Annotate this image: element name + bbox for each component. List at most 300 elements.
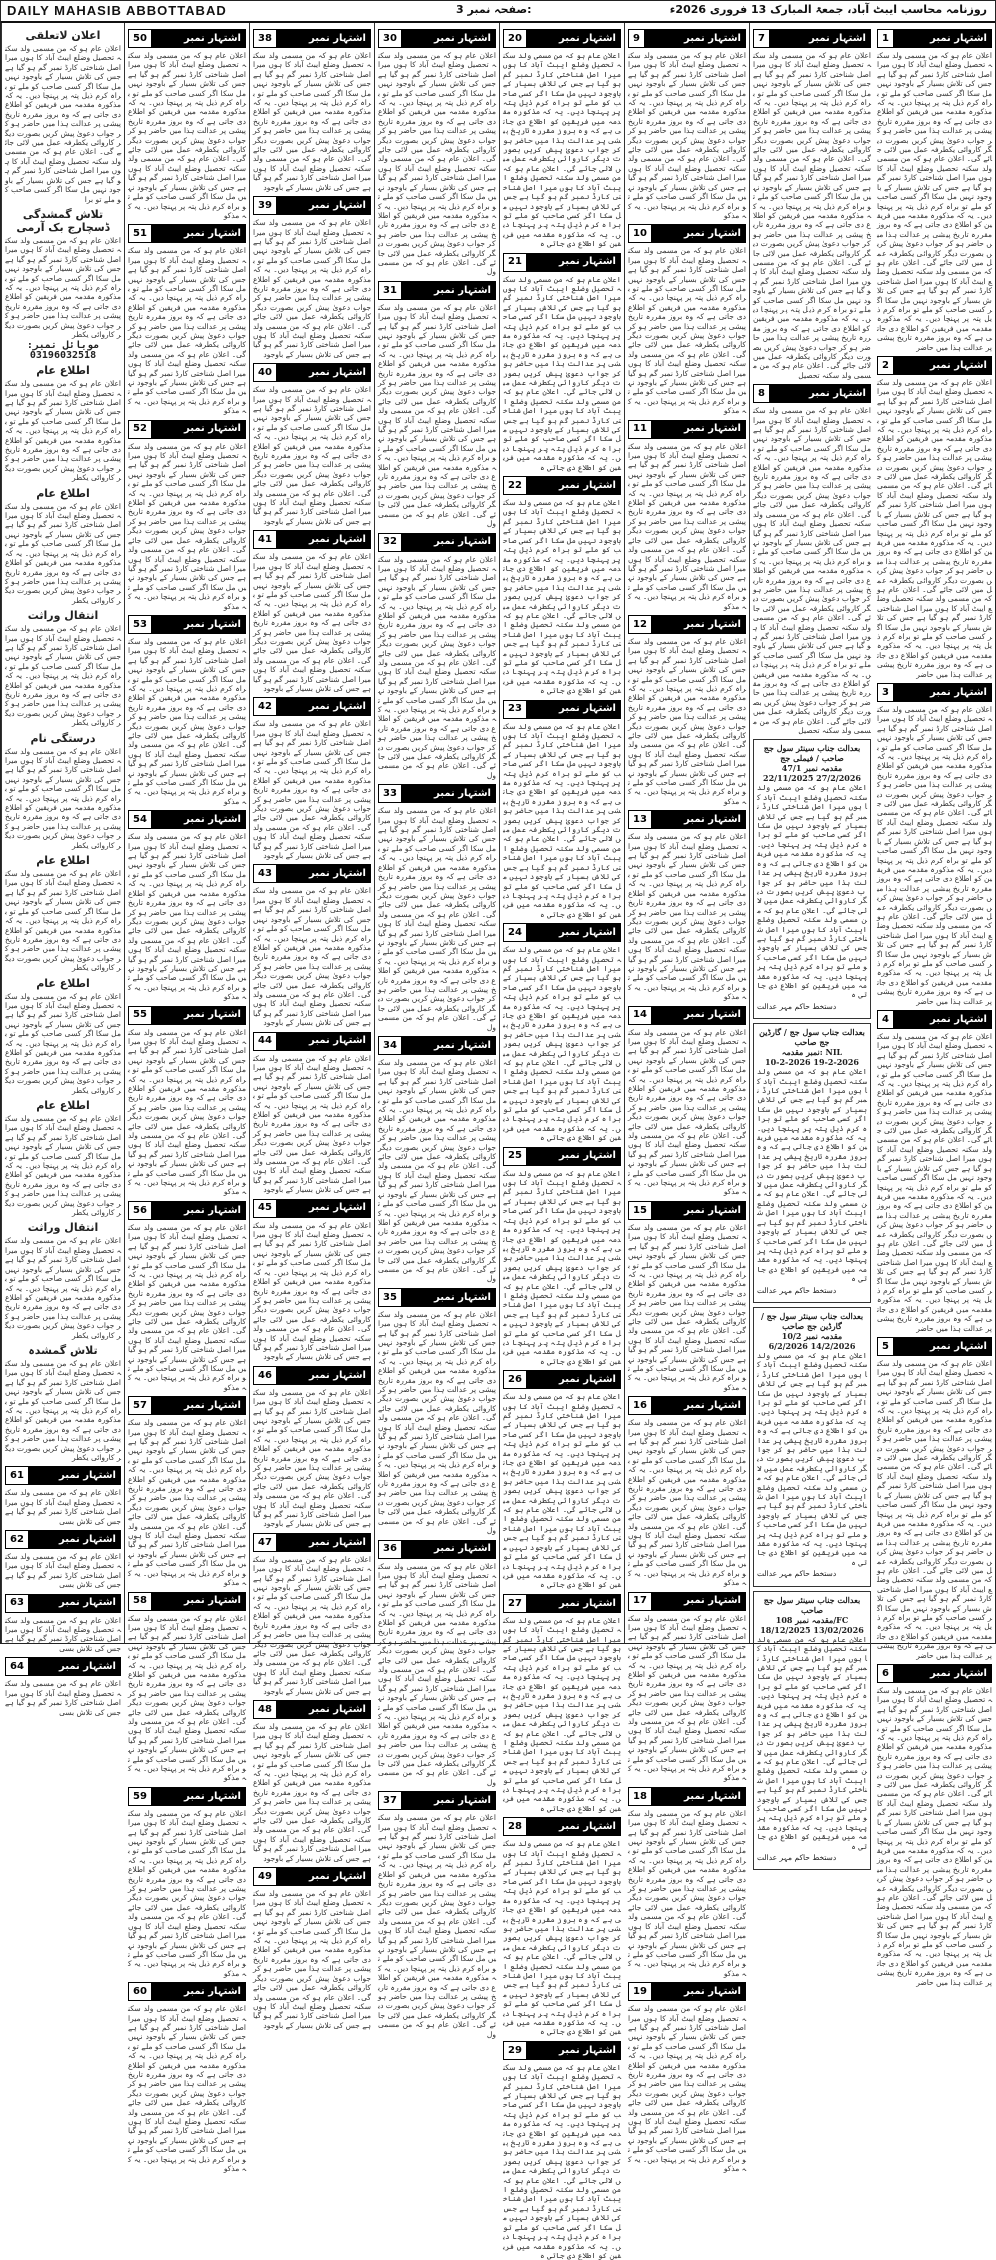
ad-body-text: اعلان عام ہو کہ من مسمی ولد سکنہ تحصیل وضلع ایبٹ آباد کا ہوں میرا اصل شناختی کارڈ نمبر گم ہو گیا ہے جس کی تلاش بسیار کے باوجود نہیں مل سکا اگر کسی صاحب کو ملے تو براہ کرم ذیل پتہ پر پہنچا دیں۔ یہ کہ مذکورہ مقدمہ میں فریقین کو اطلاع دی جاتی ہے کہ وہ بروز مقررہ تاریخ پیشی پر عدالت ہذا میں حاضر ہو کر جواب دعویٰ پیش کریں بصورت دیگر کاروائی یکطرفہ عمل میں لائی جائے گی۔ اعلان عام ہو کہ من مسمی ولد سکنہ تحصیل وضلع ایبٹ آباد کا ہوں میرا اصل شناختی کارڈ نمبر گم ہو گیا ہے جس کی تلاش بسیار کے باوجود نہیں مل سکا اگر کسی صاحب کو ملے تو براہ کرم ذیل پتہ پر پہنچا دیں۔ یہ کہ مذکورہ مقدمہ میں فریقین کو اطلاع دی جاتی ہ [503,721,621,919]
ad-header [628,1396,746,1415]
case-date: 22/11/2025 27/2/2026 [763,773,861,784]
ad-label: اشتہار نمبر [769,385,870,402]
ad-label: اشتہار نمبر [28,1658,120,1675]
ad-body-text: اعلان عام ہو کہ من مسمی ولد سکنہ تحصیل وضلع ایبٹ آباد کا ہوں میرا اصل شناختی کارڈ نمبر گم ہو گیا ہے جس کی تلاش بسیار کے باوجود نہیں مل سکا اگر کسی صاحب کو ملے تو براہ کرم ذیل پتہ پر پہنچا دیں۔ یہ کہ مذکورہ مقدمہ میں فریقین کو اطلاع دی جاتی ہے کہ وہ بروز مقررہ تاریخ پیشی پر عدالت ہذا میں حاضر ہو کر جواب دعویٰ پیش کریں بصورت دیگر کاروائی یکطرفہ عمل میں لائی جائے گی۔ اعلان عام ہو کہ من مسمی ولد سکنہ تحصیل وضلع ایبٹ آباد کا ہوں میرا اصل شناختی کارڈ نمبر گم ہو گیا ہے جس کی تلاش بسیار کے باوجود [253,218,371,359]
ad-number: 3 [878,684,893,701]
ad-label: اشتہار نمبر [401,282,495,299]
ad-number: 4 [878,1011,893,1028]
ad-number: 8 [754,385,769,402]
case-number: مقدمہ نمبر 108/FC [775,1614,849,1625]
ad-number: 60 [129,1983,151,2000]
ad-header [378,1540,496,1559]
ad-label: اشتہار نمبر [526,30,620,47]
ad-header [5,1530,121,1549]
ad-header [628,1982,746,2001]
ad-header [253,196,371,215]
ad-body-text: اعلان عام ہو کہ من مسمی ولد سکنہ تحصیل وضلع ایبٹ آباد کا ہوں میرا اصل شناختی کارڈ نمبر گم ہو گیا ہے جس کی تلاش بسیار کے باوجود نہیں مل سکا اگر کسی صاحب کو ملے تو براہ کرم ذیل پتہ پر پہنچا دیں۔ یہ کہ مذکورہ مقدمہ میں فریقین کو اطلاع دی جاتی ہے کہ وہ بروز مقررہ تاریخ پیشی پر عدالت ہذا میں حاضر ہو کر جواب دعویٰ پیش کریں بصورت دیگر کاروائی یکطرفہ عمل میں لائی جائے گی۔ اعلان عام ہو کہ من مسمی ولد سکنہ تحصیل وضلع ایبٹ آباد کا ہوں میرا اصل شناختی کارڈ نمبر گم ہو گیا ہے جس کی تلاش بسیار کے باوجود نہیں مل سکا اگر کسی صاحب کو ملے تو براہ کرم ذیل پتہ پر پہنچا دیں۔ یہ کہ مذکورہ مقدمہ میں فریقین کو اطلاع دی جاتی ہ [757,1634,867,1851]
case-date: 10-2-2026 19-2-2026 [765,1057,859,1068]
ad-number: 49 [254,1868,276,1885]
ad-body-text: اعلان عام ہو کہ من مسمی ولد سکنہ تحصیل وضلع ایبٹ آباد کا ہوں میرا اصل شناختی کارڈ نمبر گم ہو گیا ہے جس کی تلاش بسیار کے باوجود نہیں مل سکا اگر کسی صاحب کو ملے تو براہ کرم ذیل پتہ پر پہنچا دیں۔ یہ کہ مذکورہ مقدمہ میں فریقین کو اطلاع دی جاتی ہے کہ وہ بروز مقررہ تاریخ پیشی پر عدالت ہذا میں حاضر ہو کر جواب دعویٰ پیش کریں بصورت دیگر کاروائی یکطر [5,746,121,850]
ad-label: اشتہار نمبر [276,698,370,715]
ad-body-text: اعلان عام ہو کہ من مسمی ولد سکنہ تحصیل وضلع ایبٹ آباد کا ہوں میرا اصل شناختی کارڈ نمبر گم ہو گیا ہے جس کی تلاش بسیار کے باوجود نہیں مل سکا اگر کسی صاحب کو ملے تو براہ کرم ذیل پتہ پر پہنچا دیں۔ یہ کہ مذکورہ مقدمہ میں فریقین کو اطلاع دی جاتی ہے کہ وہ بروز مقررہ تاریخ پیشی پر عدالت ہذا میں حاضر ہو کر جواب دعویٰ پیش کریں بصورت دیگر کاروائی یکطرفہ عمل میں لائی جائے گی۔ اعلان عام ہو کہ من مسمی ولد سکنہ تحصیل وضلع ایبٹ آباد کا ہوں میرا اصل شناختی کارڈ نمبر گم ہو گیا ہے جس کی تلاش بسیار کے باوجود نہیں مل سکا اگر کسی صاحب کو ملے تو براہ کرم ذیل پتہ پر پہنچا دیں۔ یہ کہ مذکورہ مقدمہ میں فریقین کو اطلاع دی جاتی ہ [503,51,621,249]
ad-header [128,1787,246,1806]
ad-number: 56 [129,1202,151,1219]
ad-label: اشتہار نمبر [276,1033,370,1050]
ad-header [253,530,371,549]
ad-number: 23 [504,701,526,718]
ad-number: 50 [129,30,151,47]
ad-label: اشتہار نمبر [151,421,245,438]
ad-label: اشتہار نمبر [651,811,745,828]
ad-label: اشتہار نمبر [651,616,745,633]
ad-label: اشتہار نمبر [276,30,370,47]
ad-number: 38 [254,30,276,47]
ad-number: 19 [629,1983,651,2000]
ad-label: اشتہار نمبر [151,1397,245,1414]
ad-number: 63 [6,1595,28,1612]
ad-body-text: اعلان عام ہو کہ من مسمی ولد سکنہ تحصیل وضلع ایبٹ آباد کا ہوں میرا اصل شناختی کارڈ نمبر گم ہو گیا ہے جس کی تلاش بسیار کے باوجود نہیں مل سکا اگر کسی صاحب کو ملے تو براہ کرم ذیل پتہ پر پہنچا دیں۔ یہ کہ مذکورہ مقدمہ میں فریقین کو اطلاع دی جاتی ہے کہ وہ بروز مقررہ تاریخ پیشی پر عدالت ہذا میں حاضر ہو کر جواب دعویٰ پیش کریں بصورت دیگر کاروائی یکطرفہ عمل میں لائی جائے گی۔ اعلان عام ہو کہ من مسمی ولد سکنہ تحصیل وضلع ایبٹ آباد کا ہوں میرا اصل شناختی کارڈ نمبر گم ہو گیا ہے جس کی تلاش بسیار کے باوجود نہیں مل سکا اگر کسی صاحب کو ملے تو براہ کرم ذیل پتہ پر پہنچا دیں۔ یہ کہ مذکو [128,1027,246,1197]
ad-label: اشتہار نمبر [644,30,745,47]
ad-body-text: اعلان عام ہو کہ من مسمی ولد سکنہ تحصیل وضلع ایبٹ آباد کا ہوں میرا اصل شناختی کارڈ نمبر گم ہو گیا ہے جس کی تلاش بسیار کے باوجود نہیں مل سکا اگر کسی صاحب کو ملے تو براہ کرم ذیل پتہ پر پہنچا دیں۔ یہ کہ مذکورہ مقدمہ میں فریقین کو اطلاع دی جاتی ہے کہ وہ بروز مقررہ تاریخ پیشی پر عدالت ہذا میں حاضر ہو کر جواب دعویٰ پیش کریں بصورت دیگر کاروائی یکطرفہ عمل میں لائی جائے گی۔ اعلان عام ہو کہ من مسمی ولد سکنہ تحصیل وضلع ایبٹ آباد کا ہوں میرا اصل شناختی کارڈ نمبر گم ہو گیا ہے جس کی تلاش بسیار کے باوجود نہیں مل سکا اگر کسی صاحب کو ملے تو براہ کرم ذیل پتہ پر پہنچا دیں۔ یہ کہ مذکو [628,51,746,220]
ad-label: اشتہار نمبر [401,1037,495,1054]
case-number: نمبر مقدمہ: NIL [781,1047,843,1058]
ad-header [753,29,871,48]
ad-number: 40 [254,364,276,381]
ad-body-text: اعلان عام ہو کہ من مسمی ولد سکنہ تحصیل وضلع ایبٹ آباد کا ہوں میرا اصل شناختی کارڈ نمبر گم ہو گیا ہے جس کی تلاش بسیار کے باوجود نہیں مل سکا اگر کسی صاحب کو ملے تو براہ کرم ذیل پتہ پر پہنچا دیں۔ یہ کہ مذکورہ مقدمہ میں فریقین کو اطلاع دی جاتی ہے کہ وہ بروز مقررہ تاریخ پیشی پر عدالت ہذا میں حاضر ہو کر جواب دعویٰ پیش کریں بصورت دیگر کاروائی یکطرفہ عمل میں لائی جائے گی۔ اعلان عام ہو کہ من مسمی ولد سکنہ تحصیل وضلع ایبٹ آباد کا ہوں میرا اصل شناختی کارڈ نمبر گم ہو گیا ہے جس کی تلاش بسیار کے باوجود نہیں مل سکا اگر کسی صاحب کو ملے تو براہ کرم ذیل پتہ پر پہنچا دیں۔ یہ کہ مذکو [128,1222,246,1392]
ad-label: اشتہار نمبر [651,1202,745,1219]
ad-header [628,1006,746,1025]
ad-label: اشتہار نمبر [893,1665,991,1682]
court-notice [753,739,871,1019]
ad-header [5,1657,121,1676]
ad-body-text: اعلان عام ہو کہ من مسمی ولد سکنہ تحصیل وضلع ایبٹ آباد کا ہوں میرا اصل شناختی کارڈ نمبر گم ہو گیا ہے جس کی تلاش بسیار کے باوجود نہیں مل سکا اگر کسی صاحب کو ملے تو براہ کرم ذیل پتہ پر پہنچا دیں۔ یہ کہ مذکورہ مقدمہ میں فریقین کو اطلاع دی جاتی ہے کہ وہ بروز مقررہ تاریخ پیشی پر عدالت ہذا میں حاضر ہو کر جواب دعویٰ پیش کریں بصورت دیگر کاروائی یکطرفہ عمل میں لائی جائے گی۔ اعلان عام ہو کہ من مسمی ولد سکنہ تحصیل وضلع ایبٹ آباد کا ہوں میرا اصل شناختی کارڈ نمبر گم ہو گیا ہے جس کی تلاش بسیار کے باوجود نہیں مل سکا اگر کسی صاحب کو ملے تو براہ کرم ذیل پتہ پر پہنچا دیں۔ یہ کہ مذکورہ مقدمہ میں فریقین کو اطلاع دی جاتی ہ [503,1168,621,1366]
ad-body-text: اعلان عام ہو کہ من مسمی ولد سکنہ تحصیل وضلع ایبٹ آباد کا ہوں میرا اصل شناختی کارڈ نمبر گم ہو گیا ہے جس کی تلاش بسیار کے باوجود نہیں مل سکا اگر کسی صاحب کو ملے تو براہ کرم ذیل پتہ پر پہنچا دیں۔ یہ کہ مذکورہ مقدمہ میں فریقین کو اطلاع دی جاتی ہے کہ وہ بروز مقررہ تاریخ پیشی پر عدالت ہذا میں حاضر ہو کر جواب دعویٰ پیش کریں بصورت دیگر کاروائی یکطرفہ عمل میں لائی جائے گی۔ اعلان عام ہو کہ من مسمی ولد سکنہ تحصیل وضلع ایبٹ آباد کا ہوں میرا اصل شناختی کارڈ نمبر گم ہو گیا ہے جس کی تلاش بسیار کے باوجود نہیں مل سکا اگر کسی صاحب کو ملے تو براہ کرم ذیل پتہ پر پہنچا دیں۔ یہ کہ مذکورہ مقدمہ میں فریقین کو اطلاع دی جاتی ہے کہ وہ بروز مقررہ تاریخ پیشی پر عدالت ہذا میں حاضر ہو کر جواب دعویٰ پیش کریں بصورت دیگر کاروائی یکطرفہ عمل میں لائی جائے گی۔ اعلان عام ہو کہ من مسمی ولد سکنہ تحصیل وضلع ایبٹ آباد کا ہوں میرا اصل شناختی کارڈ نمبر گم ہو گیا ہے جس کی تلاش بسیار کے باوجود نہیں مل سکا اگر کسی صاحب کو ملے تو براہ کرم ذیل پتہ پر پہنچا دیں۔ یہ کہ مذکورہ مقدمہ میں فریقین کو اطلاع دی جاتی ہے کہ وہ بروز مقررہ تاریخ پیشی پر عدالت ہذا میں حاضر [877,1032,992,1333]
ad-body-text: اعلان عام ہو کہ من مسمی ولد سکنہ تحصیل وضلع ایبٹ آباد کا ہوں میرا اصل شناختی کارڈ نمبر گم ہو گیا ہے جس کی تلاش بسیار کے باوجود نہیں مل سکا اگر کسی صاحب کو ملے تو براہ کرم ذیل پتہ پر پہنچا دیں۔ یہ کہ مذکورہ مقدمہ میں فریقین کو اطلاع دی جاتی ہے کہ وہ بروز مقررہ تاریخ پیشی پر عدالت ہذا میں حاضر ہو کر جواب دعویٰ پیش کریں بصورت دیگر کاروائی یکطر [5,1358,121,1462]
ad-number: 21 [504,254,526,271]
ad-body-text: اعلان عام ہو کہ من مسمی ولد سکنہ تحصیل وضلع ایبٹ آباد کا ہوں میرا اصل شناختی کارڈ نمبر گم ہو گیا ہے جس کی تلاش بسی [5,1615,121,1653]
ad-body-text: اعلان عام ہو کہ من مسمی ولد سکنہ تحصیل وضلع ایبٹ آباد کا ہوں میرا اصل شناختی کارڈ نمبر گم ہو گیا ہے جس کی تلاش بسیار کے باوجود نہیں مل سکا اگر کسی صاحب کو ملے تو براہ کرم ذیل پتہ پر پہنچا دیں۔ یہ کہ مذکورہ مقدمہ میں فریقین کو اطلاع دی جاتی ہے کہ وہ بروز مقررہ تاریخ پیشی پر عدالت ہذا میں حاضر ہو کر جواب دعویٰ پیش کریں بصورت دیگر کاروائی یکطرفہ عمل میں لائی جائے گی۔ اعلان عام ہو کہ من مسمی ولد سکنہ تحصیل وضلع ایبٹ آباد کا ہوں میرا اصل شناختی کارڈ نمبر گم ہو گیا ہے جس کی تلاش بسیار کے باوجود نہیں مل سکا اگر کسی صاحب کو ملے تو براہ کرم ذیل پتہ پر پہنچا دیں۔ یہ کہ مذکو [128,1613,246,1783]
ad-header [253,1366,371,1385]
ad-body-text: اعلان عام ہو کہ من مسمی ولد سکنہ تحصیل وضلع ایبٹ آباد کا ہوں میرا اصل شناختی کارڈ نمبر گم ہو گیا ہے جس کی تلاش بسیار کے باوجود نہیں مل سکا اگر کسی صاحب کو ملے تو براہ کرم ذیل پتہ پر پہنچا دیں۔ یہ کہ مذکورہ مقدمہ میں فریقین کو اطلاع دی جاتی ہے کہ وہ بروز مقررہ تاریخ پیشی پر عدالت ہذا میں حاضر ہو کر جواب دعویٰ پیش کریں بصورت دیگر کاروائی یکطرفہ عمل میں لائی جائے گی۔ اعلان عام ہو کہ من مسمی ولد سکنہ تحصیل وضلع ایبٹ آباد کا ہوں میرا اصل شناختی کارڈ نمبر گم ہو گیا ہے جس کی تلاش بسیار کے باوجود نہیں مل سکا اگر کسی صاحب کو ملے تو براہ کرم ذیل پتہ پر پہنچا دیں۔ یہ کہ مذکورہ مقدمہ میں فریقین کو اطلاع دی جاتی ہ [503,1839,621,2037]
column-4 [499,23,624,2260]
ad-body-text: اعلان عام ہو کہ من مسمی ولد سکنہ تحصیل وضلع ایبٹ آباد کا ہوں میرا اصل شناختی کارڈ نمبر گم ہو گیا ہے جس کی تلاش بسیار کے باوجود نہیں مل سکا اگر کسی صاحب کو ملے تو براہ کرم ذیل پتہ پر پہنچا دیں۔ یہ کہ مذکورہ مقدمہ میں فریقین کو اطلاع دی جاتی ہے کہ وہ بروز مقررہ تاریخ پیشی پر عدالت ہذا میں حاضر ہو کر جواب دعویٰ پیش کریں بصورت دیگر کاروائی یکطرفہ عمل میں لائی جائے گی۔ اعلان عام ہو کہ من مسمی ولد سکنہ تحصیل وضلع ایبٹ آباد کا ہوں میرا اصل شناختی کارڈ نمبر گم ہو گیا ہے جس کی تلاش بسیار کے باوجود نہیں مل سکا اگر کسی صاحب کو ملے تو براہ کرم ذیل پتہ پر پہنچا دیں۔ یہ کہ مذکو [628,1613,746,1783]
column-2 [749,23,874,1863]
ad-number: 30 [379,30,401,47]
ad-body-text: اعلان عام ہو کہ من مسمی ولد سکنہ تحصیل وضلع ایبٹ آباد کا ہوں میرا اصل شناختی کارڈ نمبر گم ہو گیا ہے جس کی تلاش بسی [5,1679,121,1717]
ad-header [253,1700,371,1719]
ad-header [253,697,371,716]
ad-body-text: اعلان عام ہو کہ من مسمی ولد سکنہ تحصیل وضلع ایبٹ آباد کا ہوں میرا اصل شناختی کارڈ نمبر گم ہو گیا ہے جس کی تلاش بسیار کے باوجود نہیں مل سکا اگر کسی صاحب کو ملے تو براہ کرم ذیل پتہ پر پہنچا دیں۔ یہ کہ مذکورہ مقدمہ میں فریقین کو اطلاع دی جاتی ہے کہ وہ بروز مقررہ تاریخ پیشی پر عدالت ہذا میں حاضر ہو کر جواب دعویٰ پیش کریں بصورت دیگر کاروائی یکطرفہ عمل میں لائی جائے گی۔ اعلان عام ہو کہ من مسمی ولد سکنہ تحصیل وضلع ایبٹ آباد کا ہوں میرا اصل شناختی کارڈ نمبر گم ہو گیا ہے جس کی تلاش بسیار کے باوجود [253,1053,371,1195]
ad-number: 36 [379,1541,401,1558]
ad-body-text: اعلان عام ہو کہ من مسمی ولد سکنہ تحصیل وضلع ایبٹ آباد کا ہوں میرا اصل شناختی کارڈ نمبر گم ہو گیا ہے جس کی تلاش بسیار کے باوجود نہیں مل سکا اگر کسی صاحب کو ملے تو براہ کرم ذیل پتہ پر پہنچا دیں۔ یہ کہ مذکورہ مقدمہ میں فریقین کو اطلاع دی جاتی ہے کہ وہ بروز مقررہ تاریخ پیشی پر عدالت ہذا میں حاضر ہو کر جواب دعویٰ پیش کریں بصورت دیگر کاروائی یکطرفہ عمل میں لائی جائے گی۔ اعلان عام ہو کہ من مسمی ولد سکنہ تحصیل وضلع ایبٹ آباد کا ہوں میرا اصل شناختی کارڈ نمبر گم ہو گیا ہے جس کی تلاش بسیار کے باوجود [253,552,371,693]
ad-body-text: اعلان عام ہو کہ من مسمی ولد سکنہ تحصیل وضلع ایبٹ آباد کا ہوں میرا اصل شناختی کارڈ نمبر گم ہو گیا ہے جس کی تلاش بسیار کے باوجود نہیں مل سکا اگر کسی صاحب کو ملے تو براہ کرم ذیل پتہ پر پہنچا دیں۔ یہ کہ مذکورہ مقدمہ میں فریقین کو اطلاع دی جاتی ہے کہ وہ بروز مقررہ تاریخ پیشی پر عدالت ہذا میں حاضر ہو کر جواب دعویٰ پیش کریں بصورت دیگر کاروائی یکطرفہ عمل میں لائی جائے گی۔ اعلان عام ہو کہ من مسمی ولد سکنہ تحصیل وضلع ایبٹ آباد کا ہوں میرا اصل شناختی کارڈ نمبر گم ہو گیا ہے جس کی تلاش بسیار کے باوجود [253,1220,371,1362]
ad-number: 18 [629,1788,651,1805]
ad-header [877,1337,992,1356]
notice-heading: انتقال وراثت [27,1221,99,1235]
ad-body-text: اعلان عام ہو کہ من مسمی ولد سکنہ تحصیل وضلع ایبٹ آباد کا ہوں میرا اصل شناختی کارڈ نمبر گم ہو گیا ہے جس کی تلاش بسیار کے باوجود نہیں مل سکا اگر کسی صاحب کو ملے تو براہ کرم ذیل پتہ پر پہنچا دیں۔ یہ کہ مذکورہ مقدمہ میں فریقین کو اطلاع دی جاتی ہے کہ وہ بروز مقررہ تاریخ پیشی پر عدالت ہذا میں حاضر ہو کر جواب دعویٰ پیش کریں بصورت دیگر کاروائی یکطر [5,1114,121,1218]
ad-body-text: اعلان عام ہو کہ من مسمی ولد سکنہ تحصیل وضلع ایبٹ آباد کا ہوں میرا اصل شناختی کارڈ نمبر گم ہو گیا ہے جس کی تلاش بسیار کے باوجود نہیں مل سکا اگر کسی صاحب کو ملے تو براہ کرم ذیل پتہ پر پہنچا دیں۔ یہ کہ مذکورہ مقدمہ میں فریقین کو اطلاع دی جاتی ہے کہ وہ بروز مقررہ تاریخ پیشی پر عدالت ہذا میں حاضر ہو کر جواب دعویٰ پیش کریں بصورت دیگر کاروائی یکطر [5,624,121,728]
ad-label: اشتہار نمبر [276,197,370,214]
ad-body-text: اعلان عام ہو کہ من مسمی ولد سکنہ تحصیل وضلع ایبٹ آباد کا ہوں میرا اصل شناختی کارڈ نمبر گم ہو گیا ہے جس کی تلاش بسیار کے باوجود نہیں مل سکا اگر کسی صاحب کو ملے تو براہ کرم ذیل پتہ پر پہنچا دیں۔ یہ کہ مذکورہ مقدمہ میں فریقین کو اطلاع دی جاتی ہے کہ وہ بروز مقررہ تاریخ پیشی پر عدالت ہذا میں حاضر ہو کر جواب دعویٰ پیش کریں بصورت دیگر کاروائی یکطرفہ عمل میں لائی جائے گی۔ اعلان عام ہو کہ من مسمی ولد سکنہ تحصیل وضلع ایبٹ آباد کا ہوں میرا اصل شناختی کارڈ نمبر گم ہو گیا ہے جس کی تلاش بسیار کے باوجود نہیں مل سکا اگر کسی صاحب کو ملے تو براہ کرم ذیل پتہ پر پہنچا دیں۔ یہ کہ مذکورہ مقدمہ میں فریقین کو اطلاع دی جاتی ہے کہ وہ بروز مقررہ تاریخ پیشی پر عدالت ہذا میں حاضر ہو کر جواب دعویٰ پیش کریں بصورت دیگر کاروائی یکطرفہ عمل میں لائی جائے گی۔ اعلان عام ہو کہ من مسمی ول [378,1058,496,1284]
ad-number: 9 [629,30,644,47]
paper-name: DAILY MAHASIB ABBOTTABAD [7,3,227,18]
ad-body-text: اعلان عام ہو کہ من مسمی ولد سکنہ تحصیل وضلع ایبٹ آباد کا ہوں میرا اصل شناختی کارڈ نمبر گم ہو گیا ہے جس کی تلاش بسیار کے باوجود نہیں مل سکا اگر کسی صاحب کو ملے تو براہ کرم ذیل پتہ پر پہنچا دیں۔ یہ کہ مذکورہ مقدمہ میں فریقین کو اطلاع دی جاتی ہے کہ وہ بروز مقررہ تاریخ پیشی پر عدالت ہذا میں حاضر ہو کر جواب دعویٰ پیش کریں بصورت دیگر کاروائی یکطرفہ عمل میں لائی جائے گی۔ اعلان عام ہو کہ من مسمی ولد سکنہ تحصیل وضلع ایبٹ آباد کا ہوں میرا اصل شناختی کارڈ نمبر گم ہو گیا ہے جس کی تلاش بسیار کے باوجود نہیں مل سکا اگر کسی صاحب کو ملے تو براہ کرم ذیل پتہ پر پہنچا دیں۔ یہ کہ مذکو [628,1222,746,1392]
ad-number: 24 [504,924,526,941]
case-date: 18/12/2025 13/02/2026 [760,1624,864,1635]
ad-body-text: اعلان عام ہو کہ من مسمی ولد سکنہ تحصیل وضلع ایبٹ آباد کا ہوں میرا اصل شناختی کارڈ نمبر گم ہو گیا ہے جس کی تلاش بسیار کے باوجود نہیں مل سکا اگر کسی صاحب کو ملے تو براہ کرم ذیل پتہ پر پہنچا دیں۔ یہ کہ مذکورہ مقدمہ میں فریقین کو اطلاع دی جاتی ہے کہ وہ بروز مقررہ تاریخ پیشی پر عدالت ہذا میں حاضر ہو کر جواب دعویٰ پیش کریں بصورت دیگر کاروائی یکطرفہ عمل میں لائی جائے گی۔ اعلان عام ہو کہ من مسمی ولد سکنہ تحصیل وضلع ایبٹ آباد کا ہوں میرا اصل شناختی کارڈ نمبر گم ہو گیا ہے جس کی تلاش بسیار کے باوجود نہیں مل سکا اگر کسی صاحب کو ملے تو براہ کرم ذیل پتہ پر پہنچا دیں۔ یہ کہ مذکورہ مقدمہ میں فریقین کو اطلاع دی جاتی ہے کہ وہ بروز مقررہ تاریخ پیشی پر عدالت ہذا میں حاضر ہو کر جواب دعویٰ پیش کریں بصورت دیگر کاروائی یکطرفہ عمل میں لائی جائے گی۔ اعلان عام ہو کہ من مسمی ول [378,302,496,529]
ad-header [503,1594,621,1613]
ad-header [503,476,621,495]
notice-heading: انتقال وراثت [27,609,99,623]
ad-number: 44 [254,1033,276,1050]
ad-header [128,29,246,48]
ad-body-text: اعلان عام ہو کہ من مسمی ولد سکنہ تحصیل وضلع ایبٹ آباد کا ہوں میرا اصل شناختی کارڈ نمبر گم ہو گیا ہے جس کی تلاش بسیار کے باوجود نہیں مل سکا اگر کسی صاحب کو ملے تو براہ کرم ذیل پتہ پر پہنچا دیں۔ یہ کہ مذکورہ مقدمہ میں فریقین کو اطلاع دی جاتی ہے کہ وہ بروز مقررہ تاریخ پیشی پر عدالت ہذا میں حاضر ہو کر جواب دعویٰ پیش کریں بصورت دیگر کاروائی یکطرفہ عمل میں لائی جائے گی۔ اعلان عام ہو کہ من مسمی ولد سکنہ تحصیل وضلع ایبٹ آباد کا ہوں میرا اصل شناختی کارڈ نمبر گم ہو گیا ہے جس کی تلاش بسیار کے باوجود نہیں مل سکا اگر کسی صاحب کو ملے تو براہ کرم ذیل پتہ پر پہنچا دیں۔ یہ کہ مذکورہ مقدمہ میں فریقین کو اطلاع دی جاتی ہے کہ وہ بروز مقررہ تاریخ پیشی پر عدالت ہذا میں حاضر ہو کر جواب دعویٰ پیش کریں بصورت دیگر کاروائی یکطرفہ عمل میں لائی جائے گی۔ اعلان عام ہو کہ من مسمی ولد سکنہ تحصیل وضلع ایبٹ آباد کا ہوں میرا اصل شناختی کارڈ نمبر گم ہو گیا ہے جس کی تلاش بسیار کے باوجود نہیں مل سکا اگر کسی صاحب کو ملے تو براہ کرم ذیل پتہ پر پہنچا دیں۔ یہ کہ مذکورہ مقدمہ میں فریقین کو اطلاع دی جاتی ہے کہ وہ بروز مقررہ تاریخ پیشی پر عدالت ہذا میں حاضر [877,378,992,679]
ad-label: اشتہار نمبر [151,811,245,828]
ad-body-text: اعلان عام ہو کہ من مسمی ولد سکنہ تحصیل وضلع ایبٹ آباد کا ہوں میرا اصل شناختی کارڈ نمبر گم ہو گیا ہے جس کی تلاش بسیار کے باوجود نہیں مل سکا اگر کسی صاحب کو ملے تو براہ کرم ذیل پتہ پر پہنچا دیں۔ یہ کہ مذکورہ مقدمہ میں فریقین کو اطلاع دی جاتی ہے کہ وہ بروز مقررہ تاریخ پیشی پر عدالت ہذا میں حاضر ہو کر جواب دعویٰ پیش کریں بصورت دیگر کاروائی یکطرفہ عمل میں لائی جائے گی۔ اعلان عام ہو کہ من مسمی ولد سکنہ تحصیل وضلع ایبٹ آباد کا ہوں میرا اصل شناختی کارڈ نمبر گم ہو گیا ہے جس کی تلاش بسیار کے باوجود نہیں مل سکا اگر کسی صاحب کو ملے تو براہ کرم ذیل پتہ پر پہنچا دیں۔ یہ کہ مذکو [628,1808,746,1978]
ad-label: اشتہار نمبر [526,1371,620,1388]
ad-header [253,29,371,48]
ad-number: 33 [379,785,401,802]
ad-label: اشتہار نمبر [769,30,870,47]
ad-body-text: اعلان عام ہو کہ من مسمی ولد سکنہ تحصیل وضلع ایبٹ آباد کا ہوں میرا اصل شناختی کارڈ نمبر گم ہو گیا ہے جس کی تلاش بسیار کے باوجود نہیں مل سکا اگر کسی صاحب کو ملے تو براہ کرم ذیل پتہ پر پہنچا دیں۔ یہ کہ مذکورہ مقدمہ میں فریقین کو اطلاع دی جاتی ہے کہ وہ بروز مقررہ تاریخ پیشی پر عدالت ہذا میں حاضر ہو کر جواب دعویٰ پیش کریں بصورت دیگر کاروائی یکطر [5,235,121,339]
ad-number: 45 [254,1200,276,1217]
court-signature: دستخط حاکم مہر عدالت [757,1285,837,1295]
ad-body-text: اعلان عام ہو کہ من مسمی ولد سکنہ تحصیل وضلع ایبٹ آباد کا ہوں میرا اصل شناختی کارڈ نمبر گم ہو گیا ہے جس کی تلاش بسیار کے باوجود نہیں مل سکا اگر کسی صاحب کو ملے تو براہ کرم ذیل پتہ پر پہنچا دیں۔ یہ کہ مذکورہ مقدمہ میں فریقین کو اطلاع دی جاتی ہے کہ وہ بروز مقررہ تاریخ پیشی پر عدالت ہذا میں حاضر ہو کر جواب دعویٰ پیش کریں بصورت دیگر کاروائی یکطرفہ عمل میں لائی جائے گی۔ اعلان عام ہو کہ من مسمی ولد سکنہ تحصیل وضلع ایبٹ آباد کا ہوں میرا اصل شناختی کارڈ نمبر گم ہو گیا ہے جس کی تلاش بسیار کے باوجود نہیں مل سکا اگر کسی صاحب کو ملے تو براہ کرم ذیل پتہ پر پہنچا دیں۔ یہ کہ مذکورہ مقدمہ میں فریقین کو اطلاع دی جاتی ہے کہ وہ بروز مقررہ تاریخ پیشی پر عدالت ہذا میں حاضر ہو کر جواب دعویٰ پیش کریں بصورت دیگر کاروائی یکطرفہ عمل میں لائی جائے گی۔ اعلان عام ہو کہ من مسمی ولد سکنہ تحصیل وضلع ایبٹ آباد کا ہوں میرا اصل شناختی کارڈ نمبر گم ہو گیا ہے جس کی تلاش بسیار کے باوجود نہیں مل سکا اگر کسی صاحب کو ملے تو براہ کرم ذیل پتہ پر پہنچا دیں۔ یہ کہ مذکورہ مقدمہ میں فریقین کو اطلاع دی جاتی ہے کہ وہ بروز مقررہ تاریخ پیشی پر عدالت ہذا میں حاضر [877,1359,992,1660]
ad-body-text: اعلان عام ہو کہ من مسمی ولد سکنہ تحصیل وضلع ایبٹ آباد کا ہوں میرا اصل شناختی کارڈ نمبر گم ہو گیا ہے جس کی تلاش بسیار کے باوجود نہیں مل سکا اگر کسی صاحب کو ملے تو براہ کرم ذیل پتہ پر پہنچا دیں۔ یہ کہ مذکورہ مقدمہ میں فریقین کو اطلاع دی جاتی ہے کہ وہ بروز مقررہ تاریخ پیشی پر عدالت ہذا میں حاضر ہو کر جواب دعویٰ پیش کریں بصورت دیگر کاروائی یکطرفہ عمل میں لائی جائے گی۔ اعلان عام ہو کہ من مسمی ولد سکنہ تحصیل وضلع ایبٹ آباد کا ہوں میرا اصل شناختی کارڈ نمبر گم ہو گیا ہے جس کی تلاش بسیار کے باوجود نہیں مل سکا اگر کسی صاحب کو ملے تو براہ کرم ذیل پتہ پر پہنچا دیں۔ یہ کہ مذکورہ مقدمہ میں فریقین کو اطلاع دی جاتی ہے کہ وہ بروز مقررہ تاریخ پیشی پر عدالت ہذا میں حاضر ہو کر جواب دعویٰ پیش کریں بصورت دیگر کاروائی یکطرفہ عمل میں لائی جائے گی۔ اعلان عام ہو کہ من مسمی ول [378,554,496,780]
ad-body-text: اعلان عام ہو کہ من مسمی ولد سکنہ تحصیل وضلع ایبٹ آباد کا ہوں میرا اصل شناختی کارڈ نمبر گم ہو گیا ہے جس کی تلاش بسیار کے باوجود نہیں مل سکا اگر کسی صاحب کو ملے تو براہ کرم ذیل پتہ پر پہنچا دیں۔ یہ کہ مذکورہ مقدمہ میں فریقین کو اطلاع دی جاتی ہے کہ وہ بروز مقررہ تاریخ پیشی پر عدالت ہذا میں حاضر ہو کر جواب دعویٰ پیش کریں بصورت دیگر کاروائی یکطرفہ عمل میں لائی جائے گی۔ اعلان عام ہو کہ من مسمی ولد سکنہ تحصیل وضلع ایبٹ آباد کا ہوں میرا اصل شناختی کارڈ نمبر گم ہو گیا ہے جس کی تلاش بسیار کے باوجود [253,886,371,1028]
ad-label: اشتہار نمبر [276,1534,370,1551]
ad-body-text: اعلان عام ہو کہ من مسمی ولد سکنہ تحصیل وضلع ایبٹ آباد کا ہوں میرا اصل شناختی کارڈ نمبر گم ہو گیا ہے جس کی تلاش بسیار کے باوجود نہیں مل سکا اگر کسی صاحب کو ملے تو براہ کرم ذیل پتہ پر پہنچا دیں۔ یہ کہ مذکورہ مقدمہ میں فریقین کو اطلاع دی جاتی ہے کہ وہ بروز مقررہ تاریخ پیشی پر عدالت ہذا میں حاضر ہو کر جواب دعویٰ پیش کریں بصورت دیگر کاروائی یکطرفہ عمل میں لائی جائے گی۔ اعلان عام ہو کہ من مسمی ولد سکنہ تحصیل وضلع ایبٹ آباد کا ہوں میرا اصل شناختی کارڈ نمبر گم ہو گیا ہے جس کی تلاش بسیار کے باوجود [253,1387,371,1529]
ad-body-text: اعلان عام ہو کہ من مسمی ولد سکنہ تحصیل وضلع ایبٹ آباد کا ہوں میرا اصل شناختی کارڈ نمبر گم ہو گیا ہے جس کی تلاش بسیار کے باوجود نہیں مل سکا اگر کسی صاحب کو ملے تو براہ کرم ذیل پتہ پر پہنچا دیں۔ یہ کہ مذکورہ مقدمہ میں فریقین کو اطلاع دی جاتی ہے کہ وہ بروز مقررہ تاریخ پیشی پر عدالت ہذا میں حاضر ہو کر جواب دعویٰ پیش کریں بصورت دیگر کاروائی یکطرفہ عمل میں لائی جائے گی۔ اعلان عام ہو کہ من مسمی ولد سکنہ تحصیل وضلع ایبٹ آباد کا ہوں میرا اصل شناختی کارڈ نمبر گم ہو گیا ہے جس کی تلاش بسیار کے باوجود نہیں مل سکا اگر کسی صاحب کو ملے تو براہ کرم ذیل پتہ پر پہنچا دیں۔ یہ کہ مذکورہ مقدمہ میں فریقین کو اطلاع دی جاتی ہے کہ وہ بروز مقررہ تاریخ پیشی پر عدالت ہذا میں حاضر ہو کر جواب دعویٰ پیش کریں بصورت دیگر کاروائی یکطرفہ عمل میں لائی جائے گی۔ اعلان عام ہو کہ من مسمی ول [378,1561,496,1787]
ad-body-text: اعلان عام ہو کہ من مسمی ولد سکنہ تحصیل وضلع ایبٹ آباد کا ہوں میرا اصل شناختی کارڈ نمبر گم ہو گیا ہے جس کی تلاش بسیار کے باوجود نہیں مل سکا اگر کسی صاحب کو ملے تو براہ کرم ذیل پتہ پر پہنچا دیں۔ یہ کہ مذکورہ مقدمہ میں فریقین کو اطلاع دی جاتی ہے کہ وہ بروز مقررہ تاریخ پیشی پر عدالت ہذا میں حاضر ہو کر جواب دعویٰ پیش کریں بصورت دیگر کاروائی یکطرفہ عمل میں لائی جائے گی۔ اعلان عام ہو کہ من مسمی ولد سکنہ تحصیل وضلع ایبٹ آباد کا ہوں میرا اصل شناختی کارڈ نمبر گم ہو گیا ہے جس کی تلاش بسیار کے باوجود نہیں مل سکا اگر کسی صاحب کو ملے تو براہ کرم ذیل پتہ پر پہنچا دیں۔ یہ کہ مذکو [128,1808,246,1978]
column-content [877,29,992,1987]
ad-body-text: اعلان عام ہو کہ من مسمی ولد سکنہ تحصیل وضلع ایبٹ آباد کا ہوں میرا اصل شناختی کارڈ نمبر گم ہو گیا ہے جس کی تلاش بسیار کے باوجود نہیں مل سکا اگر کسی صاحب کو ملے تو براہ کرم ذیل پتہ پر پہنچا دیں۔ یہ کہ مذکورہ مقدمہ میں فریقین کو اطلاع دی جاتی ہے کہ وہ بروز مقررہ تاریخ پیشی پر عدالت ہذا میں حاضر ہو کر جواب دعویٰ پیش کریں بصورت دیگر کاروائی یکطرفہ عمل میں لائی جائے گی۔ اعلان عام ہو کہ من مسمی ولد سکنہ تحصیل وضلع ایبٹ آباد کا ہوں میرا اصل شناختی کارڈ نمبر گم ہو گیا ہے جس کی تلاش بسیار کے باوجود نہیں مل سکا اگر کسی صاحب کو ملے تو براہ کرم ذیل پتہ پر پہنچا دیں۔ یہ کہ مذکو [628,1418,746,1588]
ad-number: 39 [254,197,276,214]
ad-label: اشتہار نمبر [526,477,620,494]
ad-body-text: اعلان عام ہو کہ من مسمی ولد سکنہ تحصیل وضلع ایبٹ آباد کا ہوں میرا اصل شناختی کارڈ نمبر گم ہو گیا ہے جس کی تلاش بسیار کے باوجود نہیں مل سکا اگر کسی صاحب کو ملے تو براہ کرم ذیل پتہ پر پہنچا دیں۔ یہ کہ مذکورہ مقدمہ میں فریقین کو اطلاع دی جاتی ہے کہ وہ بروز مقررہ تاریخ پیشی پر عدالت ہذا میں حاضر ہو کر جواب دعویٰ پیش کریں بصورت دیگر کاروائی یکطرفہ عمل میں لائی جائے گی۔ اعلان عام ہو کہ من مسمی ولد سکنہ تحصیل وضلع ایبٹ آباد کا ہوں میرا اصل شناختی کارڈ نمبر گم ہو گیا ہے جس کی تلاش بسیار کے باوجود نہیں مل سکا اگر کسی صاحب کو ملے تو براہ کرم ذیل پتہ پر پہنچا دیں۔ یہ کہ مذکورہ مقدمہ میں فریقین کو اطلاع دی جاتی ہ [757,783,867,1000]
ad-body-text: اعلان عام ہو کہ من مسمی ولد سکنہ تحصیل وضلع ایبٹ آباد کا ہوں میرا اصل شناختی کارڈ نمبر گم ہو گیا ہے جس کی تلاش بسیار کے باوجود نہیں مل سکا اگر کسی صاحب کو ملے تو براہ کرم ذیل پتہ پر پہنچا دیں۔ یہ کہ مذکورہ مقدمہ میں فریقین کو اطلاع دی جاتی ہے کہ وہ بروز مقررہ تاریخ پیشی پر عدالت ہذا میں حاضر ہو کر جواب دعویٰ پیش کریں بصورت دیگر کاروائی یکطر [5,501,121,605]
notice-heading: اطلاع عام [36,364,90,378]
ad-number: 2 [878,357,893,374]
ad-header [378,1036,496,1055]
ad-number: 46 [254,1367,276,1384]
notice-heading: اعلان لاتعلقی [25,29,101,42]
notice-heading: تلاش گمشدگی ڈسچارج بک آرمی [16,207,110,234]
ad-header [503,1147,621,1166]
ad-label: اشتہار نمبر [526,254,620,271]
ad-body-text: اعلان عام ہو کہ من مسمی ولد سکنہ تحصیل وضلع ایبٹ آباد کا ہوں میرا اصل شناختی کارڈ نمبر گم ہو گیا ہے جس کی تلاش بسیار کے باوجود نہیں مل سکا اگر کسی صاحب کو ملے تو براہ کرم ذیل پتہ پر پہنچا دیں۔ یہ کہ مذکورہ مقدمہ میں فریقین کو اطلاع دی جاتی ہے کہ وہ بروز مقررہ تاریخ پیشی پر عدالت ہذا میں حاضر ہو کر جواب دعویٰ پیش کریں بصورت دیگر کاروائی یکطرفہ عمل میں لائی جائے گی۔ اعلان عام ہو کہ من مسمی ولد سکنہ تحصیل وضلع ایبٹ آباد کا ہوں میرا اصل شناختی کارڈ نمبر گم ہو گیا ہے جس کی تلاش بسیار کے باوجود نہیں مل سکا اگر کسی صاحب کو ملے تو براہ کرم ذیل پتہ پر پہنچا دیں۔ یہ کہ مذکورہ مقدمہ میں فریقین کو اطلاع دی جاتی ہے کہ وہ بروز مقررہ تاریخ پیشی پر عدالت ہذا میں حاضر ہو کر جواب دعویٰ پیش کریں بصورت دیگر کاروائی یکطرفہ عمل میں لائی جائے گی۔ اعلان عام ہو کہ من مسمی ول [378,1309,496,1536]
ad-number: 34 [379,1037,401,1054]
ad-number: 54 [129,811,151,828]
ad-label: اشتہار نمبر [276,531,370,548]
ad-label: اشتہار نمبر [651,1593,745,1610]
date-line: روزنامہ محاسب ایبٹ آباد، جمعۃ المبارک 13 فروری 2026ء [669,3,987,16]
ad-label: اشتہار نمبر [28,1531,120,1548]
ad-header [128,1592,246,1611]
ad-label: اشتہار نمبر [151,1007,245,1024]
ad-header [628,420,746,439]
ad-number: 5 [878,1338,893,1355]
ad-number: 31 [379,282,401,299]
ad-body-text: اعلان عام ہو کہ من مسمی ولد سکنہ تحصیل وضلع ایبٹ آباد کا ہوں میرا اصل شناختی کارڈ نمبر گم ہو گیا ہے جس کی تلاش بسیار کے باوجود نہیں مل سکا اگر کسی صاحب کو ملے تو براہ کرم ذیل پتہ پر پہنچا دیں۔ یہ کہ مذکورہ مقدمہ میں فریقین کو اطلاع دی جاتی ہے کہ وہ بروز مقررہ تاریخ پیشی پر عدالت ہذا میں حاضر ہو کر جواب دعویٰ پیش کریں بصورت دیگر کاروائی یکطرفہ عمل میں لائی جائے گی۔ اعلان عام ہو کہ من مسمی ولد سکنہ تحصیل وضلع ایبٹ آباد کا ہوں میرا اصل شناختی کارڈ نمبر گم ہو گیا ہے جس کی تلاش بسیار کے باوجود [253,1721,371,1863]
ad-body-text: اعلان عام ہو کہ من مسمی ولد سکنہ تحصیل وضلع ایبٹ آباد کا ہوں میرا اصل شناختی کارڈ نمبر گم ہو گیا ہے جس کی تلاش بسیار کے باوجود نہیں مل سکا اگر کسی صاحب کو ملے تو براہ کرم ذیل پتہ پر پہنچا دیں۔ یہ کہ مذکورہ مقدمہ میں فریقین کو اطلاع دی جاتی ہے کہ وہ بروز مقررہ تاریخ پیشی پر عدالت ہذا میں حاضر ہو کر جواب دعویٰ پیش کریں بصورت دیگر کاروائی یکطرفہ عمل میں لائی جائے گی۔ اعلان عام ہو کہ من مسمی ولد سکنہ تحصیل وضلع ایبٹ آباد کا ہوں میرا اصل شناختی کارڈ نمبر گم ہو گیا ہے جس کی تلاش بسیار کے باوجود نہیں مل سکا اگر کسی صاحب کو ملے تو براہ کرم ذیل پتہ پر پہنچا دیں۔ یہ کہ مذکورہ مقدمہ میں فریقین کو اطلاع دی جاتی ہے کہ وہ بروز مقررہ تاریخ پیشی پر عدالت ہذا میں حاضر ہو کر جواب دعویٰ پیش کریں بصورت دیگر کاروائی یکطرفہ عمل میں لائی جائے گی۔ اعلان عام ہو کہ من مسمی ولد سکنہ تحصیل وضلع ایبٹ آباد کا ہوں میرا اصل شناختی کارڈ نمبر گم ہو گیا ہے جس کی تلاش بسیار کے باوجود نہیں مل سکا اگر کسی صاحب کو ملے تو براہ کرم ذیل پتہ پر پہنچا دیں۔ یہ کہ مذکورہ مقدمہ میں فریقین کو اطلاع دی جاتی ہے کہ وہ بروز مقررہ تاریخ پیشی پر عدالت ہذا میں حاضر ہو کر جواب دعویٰ پیش کریں بصورت دیگر کاروائی یکطرفہ عمل میں لائی جائے گی۔ اعلان عام ہو کہ من مسمی ولد سکنہ تحصیل [753,51,871,380]
case-number: مقدمہ نمبر 10/2 [781,1330,843,1341]
ad-header [253,1199,371,1218]
ad-header [628,1201,746,1220]
ad-body-text: اعلان عام ہو کہ من مسمی ولد سکنہ تحصیل وضلع ایبٹ آباد کا ہوں میرا اصل شناختی کارڈ نمبر گم ہو گیا ہے جس کی تلاش بسیار کے باوجود نہیں مل سکا اگر کسی صاحب کو ملے تو براہ کرم ذیل پتہ پر پہنچا دیں۔ یہ کہ مذکورہ مقدمہ میں فریقین کو اطلاع دی جاتی ہے کہ وہ بروز مقررہ تاریخ پیشی پر عدالت ہذا میں حاضر ہو کر جواب دعویٰ پیش کریں بصورت دیگر کاروائی یکطر [5,1236,121,1340]
ad-body-text: اعلان عام ہو کہ من مسمی ولد سکنہ تحصیل وضلع ایبٹ آباد کا ہوں میرا اصل شناختی کارڈ نمبر گم ہو گیا ہے جس کی تلاش بسیار کے باوجود نہیں مل سکا اگر کسی صاحب کو ملے تو براہ کرم ذیل پتہ پر پہنچا دیں۔ یہ کہ مذکورہ مقدمہ میں فریقین کو اطلاع دی جاتی ہے کہ وہ بروز مقررہ تاریخ پیشی پر عدالت ہذا میں حاضر ہو کر جواب دعویٰ پیش کریں بصورت دیگر کاروائی یکطرفہ عمل میں لائی جائے گی۔ اعلان عام ہو کہ من مسمی ولد سکنہ تحصیل وضلع ایبٹ آباد کا ہوں میرا اصل شناختی کارڈ نمبر گم ہو گیا ہے جس کی تلاش بسیار کے باوجود نہیں مل سکا اگر کسی صاحب کو ملے تو براہ کرم ذیل پتہ پر پہنچا دیں۔ یہ کہ مذکورہ مقدمہ میں فریقین کو اطلاع دی جاتی ہے کہ وہ بروز مقررہ تاریخ پیشی پر عدالت ہذا میں حاضر ہو کر جواب دعویٰ پیش کریں بصورت دیگر کاروائی یکطرفہ عمل میں لائی جائے گی۔ اعلان عام ہو کہ من مسمی ول [378,51,496,277]
notice-heading: اطلاع عام [36,976,90,990]
ad-number: 47 [254,1534,276,1551]
column-content [128,29,246,2173]
ad-label: اشتہار نمبر [151,1202,245,1219]
ad-body-text: اعلان عام ہو کہ من مسمی ولد سکنہ تحصیل وضلع ایبٹ آباد کا ہوں میرا اصل شناختی کارڈ نمبر گم ہو گیا ہے جس کی تلاش بسیار کے باوجود نہیں مل سکا اگر کسی صاحب کو ملے تو براہ کرم ذیل پتہ پر پہنچا دیں۔ یہ کہ مذکورہ مقدمہ میں فریقین کو اطلاع دی جاتی ہے کہ وہ بروز مقررہ تاریخ پیشی پر عدالت ہذا میں حاضر ہو کر جواب دعویٰ پیش کریں بصورت دیگر کاروائی یکطرفہ عمل میں لائی جائے گی۔ اعلان عام ہو کہ من مسمی ولد سکنہ تحصیل وضلع ایبٹ آباد کا ہوں میرا اصل شناختی کارڈ نمبر گم ہو گیا ہے جس کی تلاش بسیار کے باوجود نہیں مل سکا اگر کسی صاحب کو ملے تو براہ کرم ذیل پتہ پر پہنچا دیں۔ یہ کہ مذکورہ مقدمہ میں فریقین کو اطلاع دی جاتی ہے کہ وہ بروز مقررہ تاریخ پیشی پر عدالت ہذا میں حاضر ہو کر جواب دعویٰ پیش کریں بصورت دیگر کاروائی یکطرفہ عمل میں لائی جائے گی۔ اعلان عام ہو کہ من مسمی ول [378,1813,496,2039]
ad-number: 55 [129,1007,151,1024]
ad-body-text: اعلان عام ہو کہ من مسمی ولد سکنہ تحصیل وضلع ایبٹ آباد کا ہوں میرا اصل شناختی کارڈ نمبر گم ہو گیا ہے جس کی تلاش بسیار کے باوجود نہیں مل سکا اگر کسی صاحب کو ملے تو براہ کرم ذیل پتہ پر پہنچا دیں۔ یہ کہ مذکورہ مقدمہ میں فریقین کو اطلاع دی جاتی ہے کہ وہ بروز مقررہ تاریخ پیشی پر عدالت ہذا میں حاضر ہو کر جواب دعویٰ پیش کریں بصورت دیگر کاروائی یکطرفہ عمل میں لائی جائے گی۔ اعلان عام ہو کہ من مسمی ولد سکنہ تحصیل وضلع ایبٹ آباد کا ہوں میرا اصل شناختی کارڈ نمبر گم ہو گیا ہے جس کی تلاش بسیار کے باوجود نہیں مل سکا اگر کسی صاحب کو ملے تو براہ کرم ذیل پتہ پر پہنچا دیں۔ یہ کہ مذکورہ مقدمہ میں فریقین کو اطلاع دی جاتی ہ [503,2062,621,2260]
ad-number: 52 [129,421,151,438]
column-content [378,29,496,2039]
ad-label: اشتہار نمبر [893,30,991,47]
ad-body-text: اعلان عام ہو کہ من مسمی ولد سکنہ تحصیل وضلع ایبٹ آباد کا ہوں میرا اصل شناختی کارڈ نمبر گم ہو گیا ہے جس کی تلاش بسیار کے باوجود نہیں مل سکا اگر کسی صاحب کو ملے تو براہ کرم ذیل پتہ پر پہنچا دیں۔ یہ کہ مذکورہ مقدمہ میں فریقین کو اطلاع دی جاتی ہے کہ وہ بروز مقررہ تاریخ پیشی پر عدالت ہذا میں حاضر ہو کر جواب دعویٰ پیش کریں بصورت دیگر کاروائی یکطرفہ عمل میں لائی جائے گی۔ اعلان عام ہو کہ من مسمی ولد سکنہ تحصیل وضلع ایبٹ آباد کا ہوں میرا اصل شناختی کارڈ نمبر گم ہو گیا ہے جس کی تلاش بسیار کے باوجود نہیں مل سکا اگر کسی صاحب کو ملے تو براہ کرم ذیل پتہ پر پہنچا دیں۔ یہ کہ مذکورہ مقدمہ میں فریقین کو اطلاع دی جاتی ہ [503,945,621,1143]
ad-number: 28 [504,1818,526,1835]
ad-body-text: اعلان عام ہو کہ من مسمی ولد سکنہ تحصیل وضلع ایبٹ آباد کا ہوں میرا اصل شناختی کارڈ نمبر گم ہو گیا ہے جس کی تلاش بسیار کے باوجود نہیں مل سکا اگر کسی صاحب کو ملے تو براہ کرم ذیل پتہ پر پہنچا دیں۔ یہ کہ مذکورہ مقدمہ میں فریقین کو اطلاع دی جاتی ہے کہ وہ بروز مقررہ تاریخ پیشی پر عدالت ہذا میں حاضر ہو کر جواب دعویٰ پیش کریں بصورت دیگر کاروائی یکطرفہ عمل میں لائی جائے گی۔ اعلان عام ہو کہ من مسمی ولد سکنہ تحصیل وضلع ایبٹ آباد کا ہوں میرا اصل شناختی کارڈ نمبر گم ہو گیا ہے جس کی تلاش بسیار کے باوجود نہیں مل سکا اگر کسی صاحب کو ملے تو براہ کرم ذیل پتہ پر پہنچا دیں۔ یہ کہ مذکورہ مقدمہ میں فریقین کو اطلاع دی جاتی ہ [503,1615,621,1813]
ad-number: 11 [629,421,651,438]
ad-header [753,384,871,403]
court-signature: دستخط حاکم مہر عدالت [757,1569,837,1579]
court-notice [753,1023,871,1303]
ad-header [378,784,496,803]
ad-header [378,1288,496,1307]
ad-body-text: اعلان عام ہو کہ من مسمی ولد سکنہ تحصیل وضلع ایبٹ آباد کا ہوں میرا اصل شناختی کارڈ نمبر گم ہو گیا ہے جس کی تلاش بسیار کے باوجود نہیں مل سکا اگر کسی صاحب کو ملے تو براہ کرم ذیل پتہ پر پہنچا دیں۔ یہ کہ مذکورہ مقدمہ میں فریقین کو اطلاع دی جاتی ہے کہ وہ بروز مقررہ تاریخ پیشی پر عدالت ہذا میں حاضر ہو کر جواب دعویٰ پیش کریں بصورت دیگر کاروائی یکطرفہ عمل میں لائی جائے گی۔ اعلان عام ہو کہ من مسمی ولد سکنہ تحصیل وضلع ایبٹ آباد کا ہوں میرا اصل شناختی کارڈ نمبر گم ہو گیا ہے جس کی تلاش بسیار کے باوجود نہیں مل سکا اگر کسی صاحب کو ملے تو براہ کرم ذیل پتہ پر پہنچا دیں۔ یہ کہ مذکورہ مقدمہ میں فریقین کو اطلاع دی جاتی ہ [503,1392,621,1590]
notice-heading: اطلاع عام [36,486,90,500]
ad-header [378,29,496,48]
ad-header [503,1370,621,1389]
ad-label: اشتہار نمبر [276,364,370,381]
ad-header [503,1817,621,1836]
ad-header [128,1006,246,1025]
notice-heading: تلاش گمشدہ [28,1343,98,1357]
ad-body-text: اعلان عام ہو کہ من مسمی ولد سکنہ تحصیل وضلع ایبٹ آباد کا ہوں میرا اصل شناختی کارڈ نمبر گم ہو گیا ہے جس کی تلاش بسیار کے باوجود نہیں مل سکا اگر کسی صاحب کو ملے تو براہ کرم ذیل پتہ پر پہنچا دیں۔ یہ کہ مذکورہ مقدمہ میں فریقین کو اطلاع دی جاتی ہے کہ وہ بروز مقررہ تاریخ پیشی پر عدالت ہذا میں حاضر ہو کر جواب دعویٰ پیش کریں بصورت دیگر کاروائی یکطرفہ عمل میں لائی جائے گی۔ اعلان عام ہو کہ من مسمی ولد سکنہ تحصیل وضلع ایبٹ آباد کا ہوں میرا اصل شناختی کارڈ نمبر گم ہو گیا ہے جس کی تلاش بسیار کے باوجود نہیں مل سکا اگر کسی صاحب کو ملے تو براہ کرم ذیل پتہ پر پہنچا دیں۔ یہ کہ مذکو [128,1418,246,1588]
ad-number: 26 [504,1371,526,1388]
ad-body-text: اعلان عام ہو کہ من مسمی ولد سکنہ تحصیل وضلع ایبٹ آباد کا ہوں میرا اصل شناختی کارڈ نمبر گم ہو گیا ہے جس کی تلاش بسیار کے باوجود نہیں مل سکا اگر کسی صاحب کو ملے تو براہ کرم ذیل پتہ پر پہنچا دیں۔ یہ کہ مذکورہ مقدمہ میں فریقین کو اطلاع دی جاتی ہے کہ وہ بروز مقررہ تاریخ پیشی پر عدالت ہذا میں حاضر ہو کر جواب دعویٰ پیش کریں بصورت دیگر کاروائی یکطرفہ عمل میں لائی جائے گی۔ اعلان عام ہو کہ من مسمی ولد سکنہ تحصیل وضلع ایبٹ آباد کا ہوں میرا اصل شناختی کارڈ نمبر گم ہو گیا ہے جس کی تلاش بسیار کے باوجود نہیں مل سکا اگر کسی صاحب کو ملے تو براہ کرم ذیل پتہ پر پہنچا دیں۔ یہ کہ مذکو [128,832,246,1002]
ad-body-text: اعلان عام ہو کہ من مسمی ولد سکنہ تحصیل وضلع ایبٹ آباد کا ہوں میرا اصل شناختی کارڈ نمبر گم ہو گیا ہے جس کی تلاش بسیار کے باوجود نہیں مل سکا اگر کسی صاحب کو ملے تو براہ کرم ذیل پتہ پر پہنچا دیں۔ یہ کہ مذکورہ مقدمہ میں فریقین کو اطلاع دی جاتی ہے کہ وہ بروز مقررہ تاریخ پیشی پر عدالت ہذا میں حاضر ہو کر جواب دعویٰ پیش کریں بصورت دیگر کاروائی یکطرفہ عمل میں لائی جائے گی۔ اعلان عام ہو کہ من مسمی ولد سکنہ تحصیل وضلع ایبٹ آباد کا ہوں میرا اصل شناختی کارڈ نمبر گم ہو گیا ہے جس کی تلاش بسیار کے باوجود نہیں مل سکا اگر کسی صاحب کو ملے تو براہ کرم ذیل پتہ پر پہنچا دیں۔ یہ کہ مذکورہ مقدمہ میں فریقین کو اطلاع دی جاتی ہ [503,498,621,696]
ad-label: اشتہار نمبر [276,1200,370,1217]
ad-body-text: اعلان عام ہو کہ من مسمی ولد سکنہ تحصیل وضلع ایبٹ آباد کا ہوں میرا اصل شناختی کارڈ نمبر گم ہو گیا ہے جس کی تلاش بسیار کے باوجود نہیں مل سکا اگر کسی صاحب کو ملے تو براہ کرم ذیل پتہ پر پہنچا دیں۔ یہ کہ مذکورہ مقدمہ میں فریقین کو اطلاع دی جاتی ہے کہ وہ بروز مقررہ تاریخ پیشی پر عدالت ہذا میں حاضر ہو کر جواب دعویٰ پیش کریں بصورت دیگر کاروائی یکطرفہ عمل میں لائی جائے گی۔ اعلان عام ہو کہ من مسمی ولد سکنہ تحصیل وضلع ایبٹ آباد کا ہوں میرا اصل شناختی کارڈ نمبر گم ہو گیا ہے جس کی تلاش بسیار کے باوجود [253,719,371,861]
column-content [253,29,371,2030]
ad-body-text: اعلان عام ہو کہ من مسمی ولد سکنہ تحصیل وضلع ایبٹ آباد کا ہوں میرا اصل شناختی کارڈ نمبر گم ہو گیا ہے جس کی تلاش بسیار کے باوجود نہیں مل سکا اگر کسی صاحب کو ملے تو براہ کرم ذیل پتہ پر پہنچا دیں۔ یہ کہ مذکورہ مقدمہ میں فریقین کو اطلاع دی جاتی ہے کہ وہ بروز مقررہ تاریخ پیشی پر عدالت ہذا میں حاضر ہو کر جواب دعویٰ پیش کریں بصورت دیگر کاروائی یکطرفہ عمل میں لائی جائے گی۔ اعلان عام ہو کہ من مسمی ولد سکنہ تحصیل وضلع ایبٹ آباد کا ہوں میرا اصل شناختی کارڈ نمبر گم ہو گیا ہے جس کی تلاش بسیار کے باوجود نہیں مل سکا اگر کسی صاحب کو ملے تو براہ کرم ذیل پتہ پر پہنچا دیں۔ یہ کہ مذکو [628,832,746,1002]
ad-header [128,615,246,634]
column-6 [249,23,374,2030]
ad-number: 13 [629,811,651,828]
ad-header [503,253,621,272]
ad-body-text: اعلان عام ہو کہ من مسمی ولد سکنہ تحصیل وضلع ایبٹ آباد کا ہوں میرا اصل شناختی کارڈ نمبر گم ہو گیا ہے جس کی تلاش بسی [5,1488,121,1526]
ad-header [253,864,371,883]
ad-label: اشتہار نمبر [526,701,620,718]
ad-body-text: اعلان عام ہو کہ من مسمی ولد سکنہ تحصیل وضلع ایبٹ آباد کا ہوں میرا اصل شناختی کارڈ نمبر گم ہو گیا ہے جس کی تلاش بسیار کے باوجود نہیں مل سکا اگر کسی صاحب کو ملے تو براہ کرم ذیل پتہ پر پہنچا دیں۔ یہ کہ مذکورہ مقدمہ میں فریقین کو اطلاع دی جاتی ہے کہ وہ بروز مقررہ تاریخ پیشی پر عدالت ہذا میں حاضر ہو کر جواب دعویٰ پیش کریں بصورت دیگر کاروائی یکطرفہ عمل میں لائی جائے گی۔ اعلان عام ہو کہ من مسمی ولد سکنہ تحصیل وضلع ایبٹ آباد کا ہوں میرا اصل شناختی کارڈ نمبر گم ہو گیا ہے جس کی تلاش بسیار کے باوجود نہیں مل سکا اگر کسی صاحب کو ملے تو براہ کرم ذیل پتہ پر پہنچا دیں۔ یہ کہ مذکو [628,2004,746,2174]
ad-label: اشتہار نمبر [151,30,245,47]
ad-header [5,1594,121,1613]
ad-number: 41 [254,531,276,548]
ad-body-text: اعلان عام ہو کہ من مسمی ولد سکنہ تحصیل وضلع ایبٹ آباد کا ہوں میرا اصل شناختی کارڈ نمبر گم ہو گیا ہے جس کی تلاش بسیار کے باوجود نہیں مل سکا اگر کسی صاحب کو ملے تو براہ کرم ذیل پتہ پر پہنچا دیں۔ یہ کہ مذکورہ مقدمہ میں فریقین کو اطلاع دی جاتی ہے کہ وہ بروز مقررہ تاریخ پیشی پر عدالت ہذا میں حاضر ہو کر جواب دعویٰ پیش کریں بصورت دیگر کاروائی یکطرفہ عمل میں لائی جائے گی۔ اعلان عام ہو کہ من مسمی ولد سکنہ تحصیل وضلع ایبٹ آباد کا ہوں میرا اصل شناختی کارڈ نمبر گم ہو گیا ہے جس کی تلاش بسیار کے باوجود نہیں مل سکا اگر کسی صاحب کو ملے تو براہ کرم ذیل پتہ پر پہنچا دیں۔ یہ کہ مذکورہ مقدمہ میں فریقین کو اطلاع دی جاتی ہے کہ وہ بروز مقررہ تاریخ پیشی پر عدالت ہذا میں حاضر ہو کر جواب دعویٰ پیش کریں بصورت دیگر کاروائی یکطرفہ عمل میں لائی جائے گی۔ اعلان عام ہو کہ من مسمی ولد سکنہ تحصیل وضلع ایبٹ آباد کا ہوں میرا اصل شناختی کارڈ نمبر گم ہو گیا ہے جس کی تلاش بسیار کے باوجود نہیں مل سکا اگر کسی صاحب کو ملے تو براہ کرم ذیل پتہ پر پہنچا دیں۔ یہ کہ مذکورہ مقدمہ میں فریقین کو اطلاع دی جاتی ہے کہ وہ بروز مقررہ تاریخ پیشی پر عدالت ہذا میں حاضر [877,1686,992,1987]
ad-header [877,1010,992,1029]
ad-header [628,224,746,243]
ad-label: اشتہار نمبر [651,1983,745,2000]
ad-number: 25 [504,1148,526,1165]
ad-header [128,1982,246,2001]
ad-header [503,923,621,942]
ad-number: 16 [629,1397,651,1414]
court-title: بعدالت جناب سینئر سول جج / گارڈین جج صاحب [760,1310,864,1331]
column-1 [874,23,995,1987]
ad-body-text: اعلان عام ہو کہ من مسمی ولد سکنہ تحصیل وضلع ایبٹ آباد کا ہوں میرا اصل شناختی کارڈ نمبر گم ہو گیا ہے جس کی تلاش بسیار کے باوجود نہیں مل سکا اگر کسی صاحب کو ملے تو براہ کرم ذیل پتہ پر پہنچا دیں۔ یہ کہ مذکورہ مقدمہ میں فریقین کو اطلاع دی جاتی ہے کہ وہ بروز مقررہ تاریخ پیشی پر عدالت ہذا میں حاضر ہو کر جواب دعویٰ پیش کریں بصورت دیگر کاروائی یکطر [5,869,121,973]
ad-body-text: اعلان عام ہو کہ من مسمی ولد سکنہ تحصیل وضلع ایبٹ آباد کا ہوں میرا اصل شناختی کارڈ نمبر گم ہو گیا ہے جس کی تلاش بسیار کے باوجود نہیں مل سکا اگر کسی صاحب کو ملے تو براہ کرم ذیل پتہ پر پہنچا دیں۔ یہ کہ مذکورہ مقدمہ میں فریقین کو اطلاع دی جاتی ہے کہ وہ بروز مقررہ تاریخ پیشی پر عدالت ہذا میں حاضر ہو کر جواب دعویٰ پیش کریں بصورت دیگر کاروائی یکطرفہ عمل میں لائی جائے گی۔ اعلان عام ہو کہ من مسمی ولد سکنہ تحصیل وضلع ایبٹ آباد کا ہوں میرا اصل شناختی کارڈ نمبر گم ہو گیا ہے جس کی تلاش بسیار کے باوجود نہیں مل سکا اگر کسی صاحب کو ملے تو براہ کرم ذیل پتہ پر پہنچا دیں۔ یہ کہ مذکو [128,441,246,611]
ad-header [628,1787,746,1806]
ad-body-text: اعلان عام ہو کہ من مسمی ولد سکنہ تحصیل وضلع ایبٹ آباد کا ہوں میرا اصل شناختی کارڈ نمبر گم ہو گیا ہے جس کی تلاش بسیار کے باوجود نہیں مل سکا اگر کسی صاحب کو ملے تو براہ کرم ذیل پتہ پر پہنچا دیں۔ یہ کہ مذکورہ مقدمہ میں فریقین کو اطلاع دی جاتی ہے کہ وہ بروز مقررہ تاریخ پیشی پر عدالت ہذا میں حاضر ہو کر جواب دعویٰ پیش کریں بصورت دیگر کاروائی یکطرفہ عمل میں لائی جائے گی۔ اعلان عام ہو کہ من مسمی ولد سکنہ تحصیل وضلع ایبٹ آباد کا ہوں میرا اصل شناختی کارڈ نمبر گم ہو گیا ہے جس کی تلاش بسیار کے باوجود [253,1554,371,1696]
ad-body-text: اعلان عام ہو کہ من مسمی ولد سکنہ تحصیل وضلع ایبٹ آباد کا ہوں میرا اصل شناختی کارڈ نمبر گم ہو گیا ہے جس کی تلاش بسیار کے باوجود نہیں مل سکا اگر کسی صاحب کو ملے تو براہ کرم ذیل پتہ پر پہنچا دیں۔ یہ کہ مذکورہ مقدمہ میں فریقین کو اطلاع دی جاتی ہے کہ وہ بروز مقررہ تاریخ پیشی پر عدالت ہذا میں حاضر ہو کر جواب دعویٰ پیش کریں بصورت دیگر کاروائی یکطرفہ عمل میں لائی جائے گی۔ اعلان عام ہو کہ من مسمی ولد سکنہ تحصیل وضلع ایبٹ آباد کا ہوں میرا اصل شناختی کارڈ نمبر گم ہو گیا ہے جس کی تلاش بسیار کے باوجود نہیں مل سکا اگر کسی صاحب کو ملے تو براہ کرم ذیل پتہ پر پہنچا دیں۔ یہ کہ مذکورہ مقدمہ میں فریقین کو اطلاع دی جاتی ہ [757,1067,867,1284]
column-content [628,29,746,2173]
column-content [503,29,621,2260]
ad-body-text: اعلان عام ہو کہ من مسمی ولد سکنہ تحصیل وضلع ایبٹ آباد کا ہوں میرا اصل شناختی کارڈ نمبر گم ہو گیا ہے جس کی تلاش بسیار کے باوجود نہیں مل سکا اگر کسی صاحب کو ملے تو براہ کرم ذیل پتہ پر پہنچا دیں۔ یہ کہ مذکورہ مقدمہ میں فریقین کو اطلاع دی جاتی ہے کہ وہ بروز مقررہ تاریخ پیشی پر عدالت ہذا میں حاضر ہو کر جواب دعویٰ پیش کریں بصورت دیگر کاروائی یکطرفہ عمل میں لائی جائے گی۔ اعلان عام ہو کہ من مسمی ولد سکنہ تحصیل وضلع ایبٹ آباد کا ہوں میرا اصل شناختی کارڈ نمبر گم ہو گیا ہے جس کی تلاش بسیار کے باوجود نہیں مل سکا اگر کسی صاحب کو ملے تو براہ کرم ذیل پتہ پر پہنچا دیں۔ یہ کہ مذکو [128,246,246,416]
ad-body-text: اعلان عام ہو کہ من مسمی ولد سکنہ تحصیل وضلع ایبٹ آباد کا ہوں میرا اصل شناختی کارڈ نمبر گم ہو گیا ہے جس کی تلاش بسیار کے باوجود نہیں مل سکا اگر کسی صاحب کو ملے تو براہ کرم ذیل پتہ پر پہنچا دیں۔ یہ کہ مذکورہ مقدمہ میں فریقین کو اطلاع دی جاتی ہے کہ وہ بروز مقررہ تاریخ پیشی پر عدالت ہذا میں حاضر ہو کر جواب دعویٰ پیش کریں بصورت دیگر کاروائی یکطر [5,379,121,483]
column-8 [1,23,124,1717]
ad-header [378,281,496,300]
ad-body-text: اعلان عام ہو کہ من مسمی ولد سکنہ تحصیل وضلع ایبٹ آباد کا ہوں میرا اصل شناختی کارڈ نمبر گم ہو گیا ہے جس کی تلاش بسیار کے باوجود نہیں مل سکا اگر کسی صاحب کو ملے تو براہ کرم ذیل پتہ پر پہنچا دیں۔ یہ کہ مذکورہ مقدمہ میں فریقین کو اطلاع دی جاتی ہے کہ وہ بروز مقررہ تاریخ پیشی پر عدالت ہذا میں حاضر ہو کر جواب دعویٰ پیش کریں بصورت دیگر کاروائی یکطرفہ عمل میں لائی جائے گی۔ اعلان عام ہو کہ من مسمی ولد سکنہ تحصیل وضلع ایبٹ آباد کا ہوں میرا اصل شناختی کارڈ نمبر گم ہو گیا ہے جس کی تلاش بسیار کے باوجود نہیں مل سکا اگر کسی صاحب کو ملے تو براہ کرم ذیل پتہ پر پہنچا دیں۔ یہ کہ مذکو [628,441,746,611]
ad-body-text: اعلان عام ہو کہ من مسمی ولد سکنہ تحصیل وضلع ایبٹ آباد کا ہوں میرا اصل شناختی کارڈ نمبر گم ہو گیا ہے جس کی تلاش بسیار کے باوجود نہیں مل سکا اگر کسی صاحب کو ملے تو براہ کرم ذیل پتہ پر پہنچا دیں۔ یہ کہ مذکورہ مقدمہ میں فریقین کو اطلاع دی جاتی ہے کہ وہ بروز مقررہ تاریخ پیشی پر عدالت ہذا میں حاضر ہو کر جواب دعویٰ پیش کریں بصورت دیگر کاروائی یکطر [5,991,121,1095]
ad-header [877,356,992,375]
ad-number: 59 [129,1788,151,1805]
ad-header [628,29,746,48]
ad-body-text: اعلان عام ہو کہ من مسمی ولد سکنہ تحصیل وضلع ایبٹ آباد کا ہوں میرا اصل شناختی کارڈ نمبر گم ہو گیا ہے جس کی تلاش بسیار کے باوجود نہیں مل سکا اگر کسی صاحب کو ملے تو براہ کرم ذیل پتہ پر پہنچا دیں۔ یہ کہ مذکورہ مقدمہ میں فریقین کو اطلاع دی جاتی ہے کہ وہ بروز مقررہ تاریخ پیشی پر عدالت ہذا میں حاضر ہو کر جواب دعویٰ پیش کریں بصورت دیگر کاروائی یکطرفہ عمل میں لائی جائے گی۔ اعلان عام ہو کہ من مسمی ولد سکنہ تحصیل وضلع ایبٹ آباد کا ہوں میرا اصل شناختی کارڈ نمبر گم ہو گیا ہے جس کی تلاش بسیار کے باوجود نہیں مل سکا اگر کسی صاحب کو ملے تو براہ کرم ذیل پتہ پر پہنچا دیں۔ یہ کہ مذکو [628,246,746,416]
ad-label: اشتہار نمبر [276,865,370,882]
ad-label: اشتہار نمبر [526,924,620,941]
ad-body-text: اعلان عام ہو کہ من مسمی ولد سکنہ تحصیل وضلع ایبٹ آباد کا ہوں میرا اصل شناختی کارڈ نمبر گم ہو گیا ہے جس کی تلاش بسیار کے باوجود نہیں مل سکا اگر کسی صاحب کو ملے تو براہ کرم ذیل پتہ پر پہنچا دیں۔ یہ کہ مذکورہ مقدمہ میں فریقین کو اطلاع دی جاتی ہے کہ وہ بروز مقررہ تاریخ پیشی پر عدالت ہذا میں حاضر ہو کر جواب دعویٰ پیش کریں بصورت دیگر کاروائی یکطرفہ عمل میں لائی جائے گی۔ اعلان عام ہو کہ من مسمی ولد سکنہ تحصیل وضلع ایبٹ آباد کا ہوں میرا اصل شناختی کارڈ نمبر گم ہو گیا ہے جس کی تلاش بسیار کے باوجود [253,1889,371,2030]
ad-label: اشتہار نمبر [526,2042,620,2059]
ad-body-text: اعلان عام ہو کہ من مسمی ولد سکنہ تحصیل وضلع ایبٹ آباد کا ہوں میرا اصل شناختی کارڈ نمبر گم ہو گیا ہے جس کی تلاش بسیار کے باوجود نہیں مل سکا اگر کسی صاحب کو ملے تو براہ کرم ذیل پتہ پر پہنچا دیں۔ یہ کہ مذکورہ مقدمہ میں فریقین کو اطلاع دی جاتی ہے کہ وہ بروز مقررہ تاریخ پیشی پر عدالت ہذا میں حاضر ہو کر جواب دعویٰ پیش کریں بصورت دیگر کاروائی یکطرفہ عمل میں لائی جائے گی۔ اعلان عام ہو کہ من مسمی ولد سکنہ تحصیل وضلع ایبٹ آباد کا ہوں میرا اصل شناختی کارڈ نمبر گم ہو گیا ہے جس کی تلاش بسیار کے باوجود نہیں مل سکا اگر کسی صاحب کو ملے تو براہ کرم ذیل پتہ پر پہنچا دیں۔ یہ کہ مذکو [128,636,246,806]
ad-number: 15 [629,1202,651,1219]
ad-label: اشتہار نمبر [651,1788,745,1805]
ad-header [128,224,246,243]
ad-label: اشتہار نمبر [401,30,495,47]
ad-body-text: اعلان عام ہو کہ من مسمی ولد سکنہ تحصیل وضلع ایبٹ آباد کا ہوں میرا اصل شناختی کارڈ نمبر گم ہو گیا ہے جس کی تلاش بسیار کے باوجود نہیں مل سکا اگر کسی صاحب کو ملے تو براہ کرم ذیل پتہ پر پہنچا دیں۔ یہ کہ مذکورہ مقدمہ میں فریقین کو اطلاع دی جاتی ہے کہ وہ بروز مقررہ تاریخ پیشی پر عدالت ہذا میں حاضر ہو کر جواب دعویٰ پیش کریں بصورت دیگر کاروائی یکطرفہ عمل میں لائی جائے گی۔ اعلان عام ہو کہ من مسمی ولد سکنہ تحصیل وضلع ایبٹ آباد کا ہوں میرا اصل شناختی کارڈ نمبر گم ہو گیا ہے جس کی تلاش بسیار کے باوجود نہیں مل سکا اگر کسی صاحب کو ملے تو براہ کرم ذیل پتہ پر پہنچا دیں۔ یہ کہ مذکورہ مقدمہ میں فریقین کو اطلاع دی جاتی ہ [757,1350,867,1567]
ad-label: اشتہار نمبر [151,1983,245,2000]
ad-label: اشتہار نمبر [893,1338,991,1355]
ad-header [253,1533,371,1552]
ad-header [628,1592,746,1611]
column-5 [374,23,499,2039]
ad-number: 29 [504,2042,526,2059]
court-title: بعدالت جناب سول جج / گارڈین جج صاحب [759,1027,865,1048]
ad-label: اشتہار نمبر [401,1792,495,1809]
ad-number: 58 [129,1593,151,1610]
column-3 [624,23,749,2174]
notice-heading: درستگی نام [30,731,96,745]
ad-header [503,29,621,48]
notice-heading: اطلاع عام [36,854,90,868]
ad-header [128,1396,246,1415]
ad-label: اشتہار نمبر [651,225,745,242]
ad-header [5,1466,121,1485]
ad-number: 48 [254,1701,276,1718]
ad-number: 53 [129,616,151,633]
case-date: 6/2/2026 14/2/2026 [768,1340,856,1351]
ad-header [503,2041,621,2060]
masthead [1,1,995,23]
column-content [5,29,121,1717]
ad-body-text: اعلان عام ہو کہ من مسمی ولد سکنہ تحصیل وضلع ایبٹ آباد کا ہوں میرا اصل شناختی کارڈ نمبر گم ہو گیا ہے جس کی تلاش بسیار کے باوجود نہیں مل سکا اگر کسی صاحب کو ملے تو براہ کرم ذیل پتہ پر پہنچا دیں۔ یہ کہ مذکورہ مقدمہ میں فریقین کو اطلاع دی جاتی ہے کہ وہ بروز مقررہ تاریخ پیشی پر عدالت ہذا میں حاضر ہو کر جواب دعویٰ پیش کریں بصورت دیگر کاروائی یکطرفہ عمل میں لائی جائے گی۔ اعلان عام ہو کہ من مسمی ولد سکنہ تحصیل وضلع ایبٹ آباد کا ہوں میرا اصل شناختی کارڈ نمبر گم ہو گیا ہے جس کی تلاش بسیار کے باوجود نہیں مل سکا اگر کسی صاحب کو ملے تو براہ کرم ذیل پتہ پر پہنچا دیں۔ یہ کہ مذکو [628,1027,746,1197]
ad-header [628,810,746,829]
ad-label: اشتہار نمبر [526,1818,620,1835]
ad-body-text: اعلان عام ہو کہ من مسمی ولد سکنہ تحصیل وضلع ایبٹ آباد کا ہوں میرا اصل شناختی کارڈ نمبر گم ہو گیا ہے جس کی تلاش بسیار کے باوجود نہیں مل سکا اگر کسی صاحب کو ملے تو براہ کرم ذیل پتہ پر پہنچا دیں۔ یہ کہ مذکورہ مقدمہ میں فریقین کو اطلاع دی جاتی ہے کہ وہ بروز مقررہ تاریخ پیشی پر عدالت ہذا میں حاضر ہو کر جواب دعویٰ پیش کریں بصورت دیگر کاروائی یکطرفہ عمل میں لائی جائے گی۔ اعلان عام ہو کہ من مسمی ولد سکنہ تحصیل وضلع ایبٹ آباد کا ہوں میرا اصل شناختی کارڈ نمبر گم ہو گیا ہے جس کی تلاش بسیار کے باوجود نہیں مل سکا اگر کسی صاحب کو ملے تو براہ کرم ذیل پتہ پر پہنچا دیں۔ یہ کہ مذکورہ مقدمہ میں فریقین کو اطلاع دی جاتی ہے کہ وہ بروز مقررہ تاریخ پیشی پر عدالت ہذا میں حاضر ہو کر جواب دعویٰ پیش کریں بصورت دیگر کاروائی یکطرفہ عمل میں لائی جائے گی۔ اعلان عام ہو کہ من مسمی ولد سکنہ تحصیل وضلع ایبٹ آباد کا ہوں میرا اصل شناختی کارڈ نمبر گم ہو گیا ہے جس کی تلاش بسیار کے باوجود نہیں مل سکا اگر کسی صاحب کو ملے تو براہ کرم ذیل پتہ پر پہنچا دیں۔ یہ کہ مذکورہ مقدمہ میں فریقین کو اطلاع دی جاتی ہے کہ وہ بروز مقررہ تاریخ پیشی پر عدالت ہذا میں حاضر ہو کر جواب دعویٰ پیش کریں بصورت دیگر کاروائی یکطرفہ عمل میں لائی جائے گی۔ اعلان عام ہو کہ من مسمی ولد سکنہ تحصیل [753,406,871,736]
ad-label: اشتہار نمبر [276,1701,370,1718]
ad-number: 12 [629,616,651,633]
ad-number: 57 [129,1397,151,1414]
ad-label: اشتہار نمبر [893,684,991,701]
ad-header [128,420,246,439]
ad-label: اشتہار نمبر [151,1788,245,1805]
ad-label: اشتہار نمبر [651,1397,745,1414]
ad-label: اشتہار نمبر [151,225,245,242]
ad-number: 37 [379,1792,401,1809]
ad-number: 20 [504,30,526,47]
ad-label: اشتہار نمبر [276,1868,370,1885]
ad-label: اشتہار نمبر [401,534,495,551]
ad-body-text: اعلان عام ہو کہ من مسمی ولد سکنہ تحصیل وضلع ایبٹ آباد کا ہوں میرا اصل شناختی کارڈ نمبر گم ہو گیا ہے جس کی تلاش بسیار کے باوجود نہیں مل سکا اگر کسی صاحب کو ملے تو براہ کرم ذیل پتہ پر پہنچا دیں۔ یہ کہ مذکورہ مقدمہ میں فریقین کو اطلاع دی جاتی ہے کہ وہ بروز مقررہ تاریخ پیشی پر عدالت ہذا میں حاضر ہو کر جواب دعویٰ پیش کریں بصورت دیگر کاروائی یکطرفہ عمل میں لائی جائے گی۔ اعلان عام ہو کہ من مسمی ولد سکنہ تحصیل وضلع ایبٹ آباد کا ہوں میرا اصل شناختی کارڈ نمبر گم ہو گیا ہے جس کی تلاش بسیار کے باوجود نہیں مل سکا اگر کسی صاحب کو ملے تو براہ کرم ذیل پتہ پر پہنچا دیں۔ یہ کہ مذکورہ مقدمہ میں فریقین کو اطلاع دی جاتی ہے کہ وہ بروز مقررہ تاریخ پیشی پر عدالت ہذا میں حاضر ہو کر جواب دعویٰ پیش کریں بصورت دیگر کاروائی یکطرفہ عمل میں لائی جائے گی۔ اعلان عام ہو کہ من مسمی ولد سکنہ تحصیل وضلع ایبٹ آباد کا ہوں میرا اصل شناختی کارڈ نمبر گم ہو گیا ہے جس کی تلاش بسیار کے باوجود نہیں مل سکا اگر کسی صاحب کو ملے تو براہ کرم ذیل پتہ پر پہنچا دیں۔ یہ کہ مذکورہ مقدمہ میں فریقین کو اطلاع دی جاتی ہے کہ وہ بروز مقررہ تاریخ پیشی پر عدالت ہذا میں حاضر [877,705,992,1006]
ad-number: 32 [379,534,401,551]
ad-number: 27 [504,1595,526,1612]
ad-header [628,615,746,634]
ad-header [877,683,992,702]
ad-number: 7 [754,30,769,47]
ad-number: 64 [6,1658,28,1675]
ad-number: 35 [379,1289,401,1306]
ad-header [253,1867,371,1886]
ad-label: اشتہار نمبر [151,616,245,633]
court-notice [753,1591,871,1871]
notice-heading: اطلاع عام [36,1099,90,1112]
ad-number: 6 [878,1665,893,1682]
ad-label: اشتہار نمبر [276,1367,370,1384]
ad-header [877,29,992,48]
ad-header [503,700,621,719]
ad-body-text: اعلان عام ہو کہ من مسمی ولد سکنہ تحصیل وضلع ایبٹ آباد کا ہوں میرا اصل شناختی کارڈ نمبر گم ہو گیا ہے جس کی تلاش بسیار کے باوجود نہیں مل سکا اگر کسی صاحب کو ملے تو براہ کرم ذیل پتہ پر پہنچا دیں۔ یہ کہ مذکورہ مقدمہ میں فریقین کو اطلاع دی جاتی ہے کہ وہ بروز مقررہ تاریخ پیشی پر عدالت ہذا میں حاضر ہو کر جواب دعویٰ پیش کریں بصورت دیگر کاروائی یکطرفہ عمل میں لائی جائے گی۔ اعلان عام ہو کہ من مسمی ولد سکنہ تحصیل وضلع ایبٹ آباد کا ہوں میرا اصل شناختی کارڈ نمبر گم ہو گیا ہے جس کی تلاش بسیار کے باوجود نہیں مل سکا اگر کسی صاحب کو ملے تو براہ کرم ذیل پتہ پر پہنچا دیں۔ یہ کہ مذکو [628,636,746,806]
case-number: مقدمہ نمبر 47/1 [781,763,843,774]
ad-body-text: اعلان عام ہو کہ من مسمی ولد سکنہ تحصیل وضلع ایبٹ آباد کا ہوں میرا اصل شناختی کارڈ نمبر گم ہو گیا ہے جس کی تلاش بسیار کے باوجود نہیں مل سکا اگر کسی صاحب کو ملے تو براہ کرم ذیل پتہ پر پہنچا دیں۔ یہ کہ مذکورہ مقدمہ میں فریقین کو اطلاع دی جاتی ہے کہ وہ بروز مقررہ تاریخ پیشی پر عدالت ہذا میں حاضر ہو کر جواب دعویٰ پیش کریں بصورت دیگر کاروائی یکطرفہ عمل میں لائی جائے گی۔ اعلان عام ہو کہ من مسمی ولد سکنہ تحصیل وضلع ایبٹ آباد کا ہوں میرا اصل شناختی کارڈ نمبر گم ہو گیا ہے جس کی تلاش بسیار کے باوجود [253,385,371,526]
ad-number: 61 [6,1467,28,1484]
ad-label: اشتہار نمبر [401,785,495,802]
ad-number: 14 [629,1007,651,1024]
ad-label: اشتہار نمبر [651,1007,745,1024]
ad-number: 17 [629,1593,651,1610]
ad-number: 43 [254,865,276,882]
ad-header [877,1664,992,1683]
ad-body-text: اعلان عام ہو کہ من مسمی ولد سکنہ تحصیل وضلع ایبٹ آباد کا ہوں میرا اصل شناختی کارڈ نمبر گم ہو گیا ہے جس کی تلاش بسیار کے باوجود نہیں مل سکا اگر کسی صاحب کو ملے تو براہ کرم ذیل پتہ پر پہنچا دیں۔ یہ کہ مذکورہ مقدمہ میں فریقین کو اطلاع دی جاتی ہے کہ وہ بروز مقررہ تاریخ پیشی پر عدالت ہذا میں حاضر ہو کر جواب دعویٰ پیش کریں بصورت دیگر کاروائی یکطرفہ عمل میں لائی جائے گی۔ اعلان عام ہو کہ من مسمی ولد سکنہ تحصیل وضلع ایبٹ آباد کا ہوں میرا اصل شناختی کارڈ نمبر گم ہو گیا ہے جس کی تلاش بسیار کے باوجود نہیں مل سکا اگر کسی صاحب کو ملے تو براہ کرم ذیل پتہ پر پہنچا دیں۔ یہ کہ مذکورہ مقدمہ میں فریقین کو اطلاع دی جاتی ہے کہ وہ بروز مقررہ تاریخ پیشی پر عدالت ہذا میں حاضر ہو کر جواب دعویٰ پیش کریں بصورت دیگر کاروائی یکطرفہ عمل میں لائی جائے گی۔ اعلان عام ہو کہ من مسمی ولد سکنہ تحصیل وضلع ایبٹ آباد کا ہوں میرا اصل شناختی کارڈ نمبر گم ہو گیا ہے جس کی تلاش بسیار کے باوجود نہیں مل سکا اگر کسی صاحب کو ملے تو براہ کرم ذیل پتہ پر پہنچا دیں۔ یہ کہ مذکورہ مقدمہ میں فریقین کو اطلاع دی جاتی ہے کہ وہ بروز مقررہ تاریخ پیشی پر عدالت ہذا میں حاضر [877,51,992,352]
ad-number: 10 [629,225,651,242]
ad-label: اشتہار نمبر [151,1593,245,1610]
ad-number: 22 [504,477,526,494]
ad-number: 42 [254,698,276,715]
ad-body-text: اعلان عام ہو کہ من مسمی ولد سکنہ تحصیل وضلع ایبٹ آباد کا ہوں میرا اصل شناختی کارڈ نمبر گم ہو گیا ہے جس کی تلاش بسیار کے باوجود نہیں مل سکا اگر کسی صاحب کو ملے تو براہ کرم ذیل پتہ پر پہنچا دیں۔ یہ کہ مذکورہ مقدمہ میں فریقین کو اطلاع دی جاتی ہے کہ وہ بروز مقررہ تاریخ پیشی پر عدالت ہذا میں حاضر ہو کر جواب دعویٰ پیش کریں بصورت دیگر کاروائی یکطرفہ عمل میں لائی جائے گی۔ اعلان عام ہو کہ من مسمی ولد سکنہ تحصیل وضلع ایبٹ آباد کا ہوں میرا اصل شناختی کارڈ نمبر گم ہو گیا ہے جس کی تلاش بسیار کے باوجود [253,51,371,192]
court-signature: دستخط حاکم مہر عدالت [757,1853,837,1863]
ad-number: 51 [129,225,151,242]
court-signature: دستخط حاکم مہر عدالت [757,1001,837,1011]
ad-body-text: اعلان عام ہو کہ من مسمی ولد سکنہ تحصیل وضلع ایبٹ آباد کا ہوں میرا اصل شناختی کارڈ نمبر گم ہو گیا ہے جس کی تلاش بسیار کے باوجود نہیں مل سکا اگر کسی صاحب کو ملے تو براہ کرم ذیل پتہ پر پہنچا دیں۔ یہ کہ مذکورہ مقدمہ میں فریقین کو اطلاع دی جاتی ہے کہ وہ بروز مقررہ تاریخ پیشی پر عدالت ہذا میں حاضر ہو کر جواب دعویٰ پیش کریں بصورت دیگر کاروائی یکطرفہ عمل میں لائی جائے گی۔ اعلان عام ہو کہ من مسمی ولد سکنہ تحصیل وضلع ایبٹ آباد کا ہوں میرا اصل شناختی کارڈ نمبر گم ہو گیا ہے جس کی تلاش بسیار کے باوجود نہیں مل سکا اگر کسی صاحب کو ملے تو براہ کرم ذیل پتہ پر پہنچا دیں۔ یہ کہ مذکو [128,51,246,220]
contact-phone: موبائل نمبر: 03196032518 [26,340,100,361]
ad-body-text: اعلان عام ہو کہ من مسمی ولد سکنہ تحصیل وضلع ایبٹ آباد کا ہوں میرا اصل شناختی کارڈ نمبر گم ہو گیا ہے جس کی تلاش بسیار کے باوجود نہیں مل سکا اگر کسی صاحب کو ملے تو براہ کرم ذیل پتہ پر پہنچا دیں۔ یہ کہ مذکورہ مقدمہ میں فریقین کو اطلاع دی جاتی ہے کہ وہ بروز مقررہ تاریخ پیشی پر عدالت ہذا میں حاضر ہو کر جواب دعویٰ پیش کریں بصورت دیگر کاروائی یکطرفہ عمل میں لائی جائے گی۔ اعلان عام ہو کہ من مسمی ولد سکنہ تحصیل وضلع ایبٹ آباد کا ہوں میرا اصل شناختی کارڈ نمبر گم ہو گیا ہے جس کی تلاش بسیار کے باوجود نہیں مل سکا اگر کسی صاحب کو ملے تو برا [5,44,121,204]
ad-label: اشتہار نمبر [651,421,745,438]
ad-header [128,810,246,829]
ad-label: اشتہار نمبر [893,1011,991,1028]
ad-label: اشتہار نمبر [893,357,991,374]
